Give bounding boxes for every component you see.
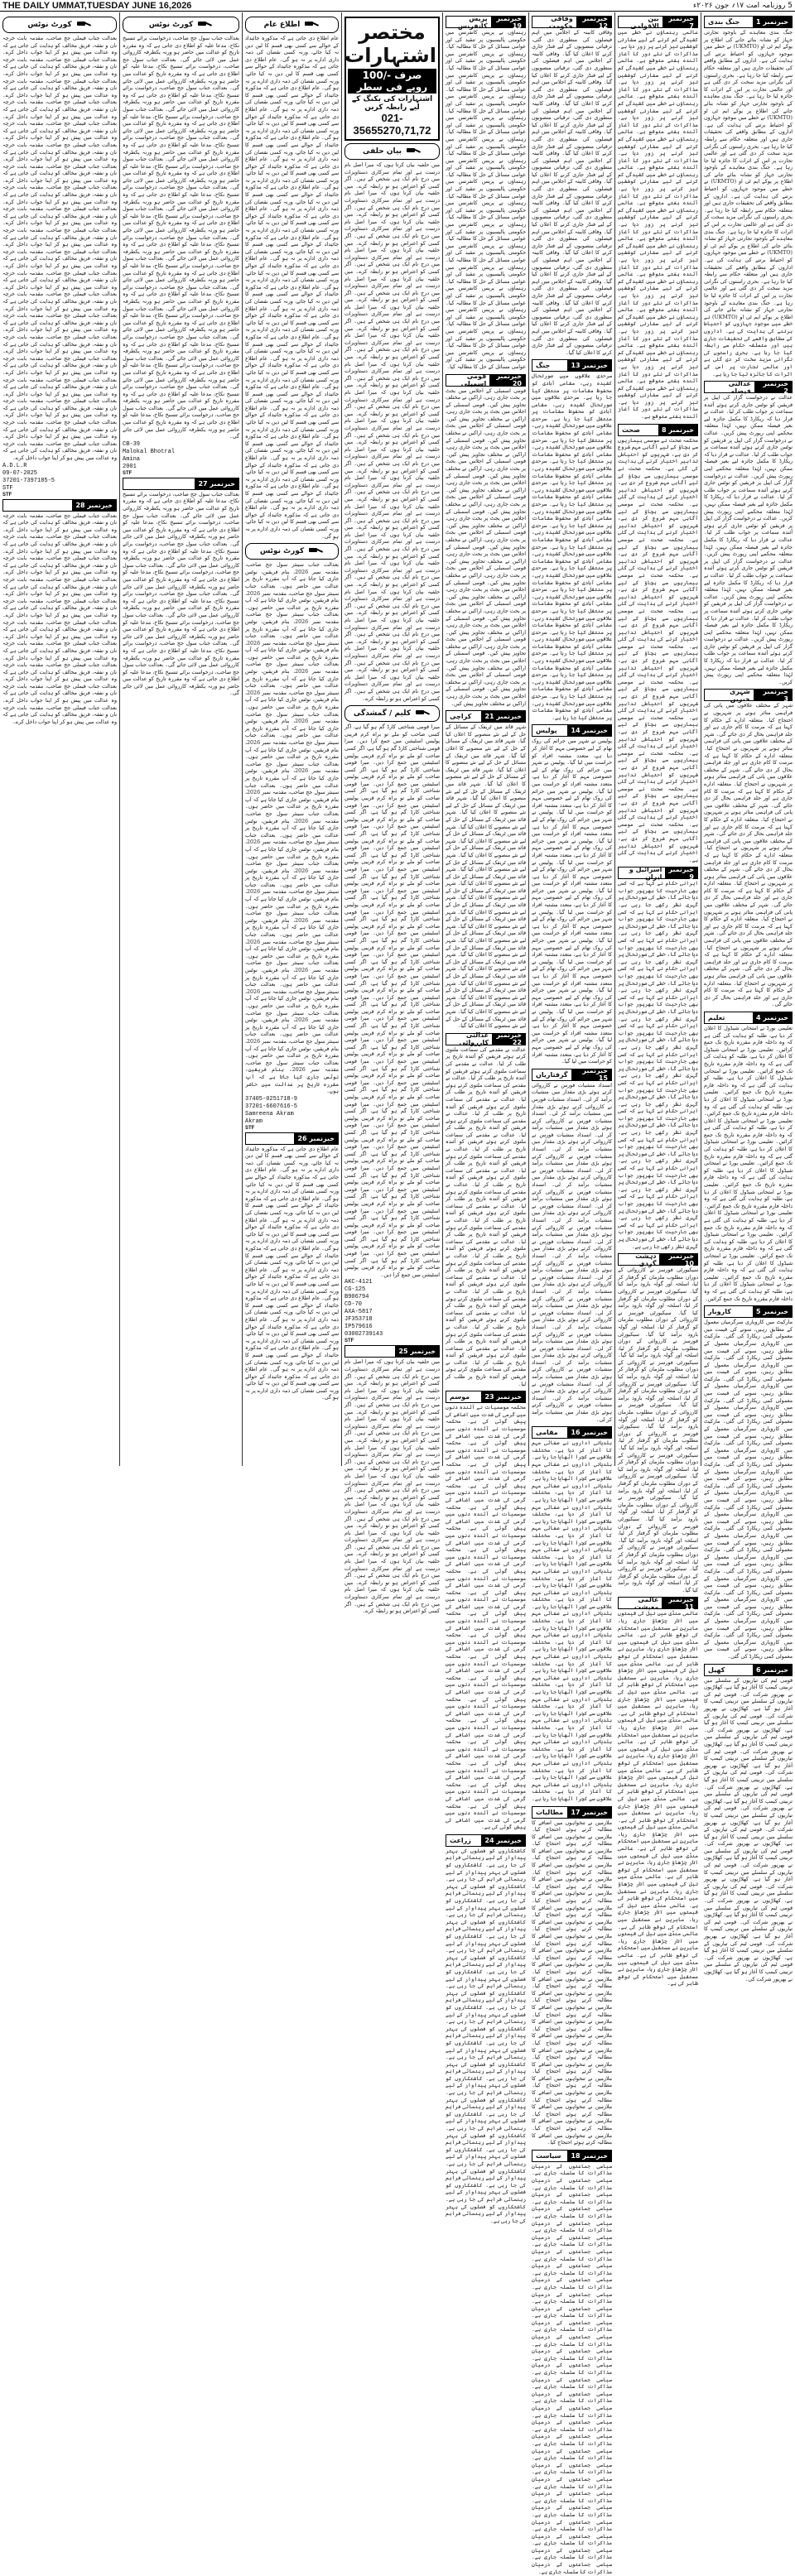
news-label [532, 1069, 612, 1081]
news-body: محکمہ صحت نے موسمی بیماریوں سے بچاؤ کے لیے آگاہی مہم شروع کر دی ہے، شہریوں کو احتیاطی تدابیر اختیار کرنے کی ہدایت کی گئی ہے۔ محکمہ صحت نے موسمی بیماریوں سے بچاؤ کے لیے آگاہی مہم شروع کر دی ہے، شہریوں کو احتیاطی تدابیر اختیار کرنے کی ہدایت کی گئی ہے۔ محکمہ صحت نے موسمی بیماریوں سے بچاؤ کے لیے آگاہی مہم شروع کر دی ہے، شہریوں کو احتیاطی تدابیر اختیار کرنے کی ہدایت کی گئی ہے۔ محکمہ صحت نے موسمی بیماریوں سے بچاؤ کے لیے آگاہی مہم شروع کر دی ہے، شہریوں کو احتیاطی تدابیر اختیار کرنے کی ہدایت کی گئی ہے۔ محکمہ صحت نے موسمی بیماریوں سے بچاؤ کے لیے آگاہی مہم شروع کر دی ہے، شہریوں کو احتیاطی تدابیر اختیار کرنے کی ہدایت کی گئی ہے۔ محکمہ صحت نے موسمی بیماریوں سے بچاؤ کے لیے آگاہی مہم شروع کر دی ہے، شہریوں کو احتیاطی تدابیر اختیار کرنے کی ہدایت کی گئی ہے۔ محکمہ صحت نے موسمی بیماریوں سے بچاؤ کے لیے آگاہی مہم شروع کر دی ہے، شہریوں کو احتیاطی تدابیر اختیار کرنے کی ہدایت کی گئی ہے۔ محکمہ صحت نے موسمی بیماریوں سے بچاؤ کے لیے آگاہی مہم شروع کر دی ہے، شہریوں کو احتیاطی تدابیر اختیار کرنے کی ہدایت کی گئی ہے۔ محکمہ صحت نے موسمی بیماریوں سے بچاؤ کے لیے آگاہی مہم شروع کر دی ہے، شہریوں کو احتیاطی تدابیر اختیار کرنے کی ہدایت کی گئی ہے۔ محکمہ صحت نے موسمی بیماریوں سے بچاؤ کے لیے آگاہی مہم شروع کر دی ہے، شہریوں کو احتیاطی تدابیر اختیار کرنے کی ہدایت کی گئی ہے۔ محکمہ صحت نے موسمی بیماریوں سے بچاؤ کے لیے آگاہی مہم شروع کر دی ہے، شہریوں کو احتیاطی تدابیر اختیار کرنے کی ہدایت کی گئی ہے۔ محکمہ صحت نے موسمی بیماریوں سے بچاؤ کے لیے آگاہی مہم شروع کر دی ہے، شہریوں کو احتیاطی تدابیر اختیار کرنے کی ہدایت کی گئی ہے۔ [618, 437, 698, 863]
news-category: کھیل [708, 1665, 725, 1674]
news-number: خبرنمبر 11 [662, 1598, 697, 1608]
news-label [618, 16, 698, 28]
news-label [446, 1391, 526, 1403]
news-number: خبرنمبر 13 [567, 360, 611, 371]
news-category: بین الاقوامی [630, 14, 659, 30]
news-item [446, 1033, 526, 1389]
news-body: میں حلفیہ بیان کرتا ہوں کہ میرا اصل نام درست ہے اور تمام سرکاری دستاویزات میں درج نام ایک ہی شخص کے ہیں۔ اگر کسی کو اعتراض ہو تو رابطہ کرے۔ میں حلفیہ بیان کرتا ہوں کہ میرا اصل نام درست ہے اور تمام سرکاری دستاویزات میں درج نام ایک ہی شخص کے ہیں۔ اگر کسی کو اعتراض ہو تو رابطہ کرے۔ میں حلفیہ بیان کرتا ہوں کہ میرا اصل نام درست ہے اور تمام سرکاری دستاویزات میں درج نام ایک ہی شخص کے ہیں۔ اگر کسی کو اعتراض ہو تو رابطہ کرے۔ میں حلفیہ بیان کرتا ہوں کہ میرا اصل نام درست ہے اور تمام سرکاری دستاویزات میں درج نام ایک ہی شخص کے ہیں۔ اگر کسی کو اعتراض ہو تو رابطہ کرے۔ میں حلفیہ بیان کرتا ہوں کہ میرا اصل نام درست ہے اور تمام سرکاری دستاویزات میں درج نام ایک ہی شخص کے ہیں۔ اگر کسی کو اعتراض ہو تو رابطہ کرے۔ میں حلفیہ بیان کرتا ہوں کہ میرا اصل نام درست ہے اور تمام سرکاری دستاویزات میں درج نام ایک ہی شخص کے ہیں۔ اگر کسی کو اعتراض ہو تو رابطہ کرے۔ میں حلفیہ بیان کرتا ہوں کہ میرا اصل نام درست ہے اور تمام سرکاری دستاویزات میں درج نام ایک ہی شخص کے ہیں۔ اگر کسی کو اعتراض ہو تو رابطہ کرے۔ میں حلفیہ بیان کرتا ہوں کہ میرا اصل نام درست ہے اور تمام سرکاری دستاویزات میں درج نام ایک ہی شخص کے ہیں۔ اگر کسی کو اعتراض ہو تو رابطہ کرے۔ میں حلفیہ بیان کرتا ہوں کہ میرا اصل نام درست ہے اور تمام سرکاری دستاویزات میں درج نام ایک ہی شخص کے ہیں۔ اگر کسی کو اعتراض ہو تو رابطہ کرے۔ [344, 1359, 440, 1615]
notice-heading-text: کلیم / گمشدگی [353, 709, 412, 718]
news-number: خبرنمبر 6 [753, 1665, 792, 1675]
stf-mark: STF [2, 492, 12, 497]
gavel-icon [307, 547, 324, 555]
news-body: رہنماؤں نے پریس کانفرنس میں حکومتی پالیسیوں پر تنقید کی اور عوامی مسائل کے حل کا مطالبہ کیا۔ رہنماؤں نے پریس کانفرنس میں حکومتی پالیسیوں پر تنقید کی اور عوامی مسائل کے حل کا مطالبہ کیا۔ رہنماؤں نے پریس کانفرنس میں حکومتی پالیسیوں پر تنقید کی اور عوامی مسائل کے حل کا مطالبہ کیا۔ رہنماؤں نے پریس کانفرنس میں حکومتی پالیسیوں پر تنقید کی اور عوامی مسائل کے حل کا مطالبہ کیا۔ رہنماؤں نے پریس کانفرنس میں حکومتی پالیسیوں پر تنقید کی اور عوامی مسائل کے حل کا مطالبہ کیا۔ رہنماؤں نے پریس کانفرنس میں حکومتی پالیسیوں پر تنقید کی اور عوامی مسائل کے حل کا مطالبہ کیا۔ رہنماؤں نے پریس کانفرنس میں حکومتی پالیسیوں پر تنقید کی اور عوامی مسائل کے حل کا مطالبہ کیا۔ رہنماؤں نے پریس کانفرنس میں حکومتی پالیسیوں پر تنقید کی اور عوامی مسائل کے حل کا مطالبہ کیا۔ رہنماؤں نے پریس کانفرنس میں حکومتی پالیسیوں پر تنقید کی اور عوامی مسائل کے حل کا مطالبہ کیا۔ رہنماؤں نے پریس کانفرنس میں حکومتی پالیسیوں پر تنقید کی اور عوامی مسائل کے حل کا مطالبہ کیا۔ رہنماؤں نے پریس کانفرنس میں حکومتی پالیسیوں پر تنقید کی اور عوامی مسائل کے حل کا مطالبہ کیا۔ رہنماؤں نے پریس کانفرنس میں حکومتی پالیسیوں پر تنقید کی اور عوامی مسائل کے حل کا مطالبہ کیا۔ رہنماؤں نے پریس کانفرنس میں حکومتی پالیسیوں پر تنقید کی اور عوامی مسائل کے حل کا مطالبہ کیا۔ رہنماؤں نے پریس کانفرنس میں حکومتی پالیسیوں پر تنقید کی اور عوامی مسائل کے حل کا مطالبہ کیا۔ رہنماؤں نے پریس کانفرنس میں حکومتی پالیسیوں پر تنقید کی اور عوامی مسائل کے حل کا مطالبہ کیا۔ رہنماؤں نے پریس کانفرنس میں حکومتی پالیسیوں پر تنقید کی اور عوامی مسائل کے حل کا مطالبہ کیا۔ [446, 30, 526, 370]
news-number: خبرنمبر 15 [571, 1069, 611, 1080]
news-number: خبرنمبر 21 [481, 711, 525, 722]
notice-body: میں حلفیہ بیان کرتا ہوں کہ میرا اصل نام درست ہے اور تمام سرکاری دستاویزات میں درج نام ایک ہی شخص کے ہیں۔ اگر کسی کو اعتراض ہو تو رابطہ کرے۔ میں حلفیہ بیان کرتا ہوں کہ میرا اصل نام درست ہے اور تمام سرکاری دستاویزات میں درج نام ایک ہی شخص کے ہیں۔ اگر کسی کو اعتراض ہو تو رابطہ کرے۔ میں حلفیہ بیان کرتا ہوں کہ میرا اصل نام درست ہے اور تمام سرکاری دستاویزات میں درج نام ایک ہی شخص کے ہیں۔ اگر کسی کو اعتراض ہو تو رابطہ کرے۔ میں حلفیہ بیان کرتا ہوں کہ میرا اصل نام درست ہے اور تمام سرکاری دستاویزات میں درج نام ایک ہی شخص کے ہیں۔ اگر کسی کو اعتراض ہو تو رابطہ کرے۔ میں حلفیہ بیان کرتا ہوں کہ میرا اصل نام درست ہے اور تمام سرکاری دستاویزات میں درج نام ایک ہی شخص کے ہیں۔ اگر کسی کو اعتراض ہو تو رابطہ کرے۔ میں حلفیہ بیان کرتا ہوں کہ میرا اصل نام درست ہے اور تمام سرکاری دستاویزات میں درج نام ایک ہی شخص کے ہیں۔ اگر کسی کو اعتراض ہو تو رابطہ کرے۔ میں حلفیہ بیان کرتا ہوں کہ میرا اصل نام درست ہے اور تمام سرکاری دستاویزات میں درج نام ایک ہی شخص کے ہیں۔ اگر کسی کو اعتراض ہو تو رابطہ کرے۔ میں حلفیہ بیان کرتا ہوں کہ میرا اصل نام درست ہے اور تمام سرکاری دستاویزات میں درج نام ایک ہی شخص کے ہیں۔ اگر کسی کو اعتراض ہو تو رابطہ کرے۔ میں حلفیہ بیان کرتا ہوں کہ میرا اصل نام درست ہے اور تمام سرکاری دستاویزات میں درج نام ایک ہی شخص کے ہیں۔ اگر کسی کو اعتراض ہو تو رابطہ کرے۔ میں حلفیہ بیان کرتا ہوں کہ میرا اصل نام درست ہے اور تمام سرکاری دستاویزات میں درج نام ایک ہی شخص کے ہیں۔ اگر کسی کو اعتراض ہو تو رابطہ کرے۔ میں حلفیہ بیان کرتا ہوں کہ میرا اصل نام درست ہے اور تمام سرکاری دستاویزات میں درج نام ایک ہی شخص کے ہیں۔ اگر کسی کو اعتراض ہو تو رابطہ کرے۔ میں حلفیہ بیان کرتا ہوں کہ میرا اصل نام درست ہے اور تمام سرکاری دستاویزات میں درج نام ایک ہی شخص کے ہیں۔ اگر کسی کو اعتراض ہو تو رابطہ کرے۔ میں حلفیہ بیان کرتا ہوں کہ میرا اصل نام درست ہے اور تمام سرکاری دستاویزات میں درج نام ایک ہی شخص کے ہیں۔ اگر کسی کو اعتراض ہو تو رابطہ کرے۔ میں حلفیہ بیان کرتا ہوں کہ میرا اصل نام درست ہے اور تمام سرکاری دستاویزات میں درج نام ایک ہی شخص کے ہیں۔ اگر کسی کو اعتراض ہو تو رابطہ کرے۔ میں حلفیہ بیان کرتا ہوں کہ میرا اصل نام درست ہے اور تمام سرکاری دستاویزات میں درج نام ایک ہی شخص کے ہیں۔ اگر کسی کو اعتراض ہو تو رابطہ کرے۔ میں حلفیہ بیان کرتا ہوں کہ میرا اصل نام درست ہے اور تمام سرکاری دستاویزات میں درج نام ایک ہی شخص کے ہیں۔ اگر کسی کو اعتراض ہو تو رابطہ کرے۔ میں حلفیہ بیان کرتا ہوں کہ میرا اصل نام درست ہے اور تمام سرکاری دستاویزات میں درج نام ایک ہی شخص کے ہیں۔ اگر کسی کو اعتراض ہو تو رابطہ کرے۔ میں حلفیہ بیان کرتا ہوں کہ میرا اصل نام درست ہے اور تمام سرکاری دستاویزات میں درج نام ایک ہی شخص کے ہیں۔ اگر کسی کو اعتراض ہو تو رابطہ کرے۔ میں حلفیہ بیان کرتا ہوں کہ میرا اصل نام درست ہے اور تمام سرکاری دستاویزات میں درج نام ایک ہی شخص کے ہیں۔ اگر کسی کو اعتراض ہو تو رابطہ کرے۔ [344, 162, 440, 702]
news-label [618, 1597, 698, 1609]
news-number: خبرنمبر 4 [753, 1012, 792, 1023]
page-number: 5 [788, 1, 793, 10]
news-body: قومی ٹیم کی تیاریوں کے سلسلے میں تربیتی کیمپ کا آغاز ہو گیا ہے، کھلاڑیوں نے بھرپور شرکت کی۔ قومی ٹیم کی تیاریوں کے سلسلے میں تربیتی کیمپ کا آغاز ہو گیا ہے، کھلاڑیوں نے بھرپور شرکت کی۔ قومی ٹیم کی تیاریوں کے سلسلے میں تربیتی کیمپ کا آغاز ہو گیا ہے، کھلاڑیوں نے بھرپور شرکت کی۔ قومی ٹیم کی تیاریوں کے سلسلے میں تربیتی کیمپ کا آغاز ہو گیا ہے، کھلاڑیوں نے بھرپور شرکت کی۔ قومی ٹیم کی تیاریوں کے سلسلے میں تربیتی کیمپ کا آغاز ہو گیا ہے، کھلاڑیوں نے بھرپور شرکت کی۔ قومی ٹیم کی تیاریوں کے سلسلے میں تربیتی کیمپ کا آغاز ہو گیا ہے، کھلاڑیوں نے بھرپور شرکت کی۔ قومی ٹیم کی تیاریوں کے سلسلے میں تربیتی کیمپ کا آغاز ہو گیا ہے، کھلاڑیوں نے بھرپور شرکت کی۔ قومی ٹیم کی تیاریوں کے سلسلے میں تربیتی کیمپ کا آغاز ہو گیا ہے، کھلاڑیوں نے بھرپور شرکت کی۔ قومی ٹیم کی تیاریوں کے سلسلے میں تربیتی کیمپ کا آغاز ہو گیا ہے، کھلاڑیوں نے بھرپور شرکت کی۔ قومی ٹیم کی تیاریوں کے سلسلے میں تربیتی کیمپ کا آغاز ہو گیا ہے، کھلاڑیوں نے بھرپور شرکت کی۔ قومی ٹیم کی تیاریوں کے سلسلے میں تربیتی کیمپ کا آغاز ہو گیا ہے، کھلاڑیوں نے بھرپور شرکت کی۔ قومی ٹیم کی تیاریوں کے سلسلے میں تربیتی کیمپ کا آغاز ہو گیا ہے، کھلاڑیوں نے بھرپور شرکت کی۔ قومی ٹیم کی تیاریوں کے سلسلے میں تربیتی کیمپ کا آغاز ہو گیا ہے، کھلاڑیوں نے بھرپور شرکت کی۔ قومی ٹیم کی تیاریوں کے سلسلے میں تربیتی کیمپ کا آغاز ہو گیا ہے، کھلاڑیوں نے بھرپور شرکت کی۔ قومی ٹیم کی تیاریوں کے سلسلے میں تربیتی کیمپ کا آغاز ہو گیا ہے، کھلاڑیوں نے بھرپور شرکت کی۔ قومی ٹیم کی تیاریوں کے سلسلے میں تربیتی کیمپ کا آغاز ہو گیا ہے، کھلاڑیوں نے بھرپور شرکت کی۔ [704, 1677, 793, 1982]
news-item [532, 1069, 612, 1425]
news-body: بلدیاتی اداروں نے صفائی مہم کا آغاز کر دیا ہے، مختلف علاقوں سے کچرا اٹھایا جا رہا ہے۔ بلدیاتی اداروں نے صفائی مہم کا آغاز کر دیا ہے، مختلف علاقوں سے کچرا اٹھایا جا رہا ہے۔ بلدیاتی اداروں نے صفائی مہم کا آغاز کر دیا ہے، مختلف علاقوں سے کچرا اٹھایا جا رہا ہے۔ بلدیاتی اداروں نے صفائی مہم کا آغاز کر دیا ہے، مختلف علاقوں سے کچرا اٹھایا جا رہا ہے۔ بلدیاتی اداروں نے صفائی مہم کا آغاز کر دیا ہے، مختلف علاقوں سے کچرا اٹھایا جا رہا ہے۔ بلدیاتی اداروں نے صفائی مہم کا آغاز کر دیا ہے، مختلف علاقوں سے کچرا اٹھایا جا رہا ہے۔ بلدیاتی اداروں نے صفائی مہم کا آغاز کر دیا ہے، مختلف علاقوں سے کچرا اٹھایا جا رہا ہے۔ بلدیاتی اداروں نے صفائی مہم کا آغاز کر دیا ہے، مختلف علاقوں سے کچرا اٹھایا جا رہا ہے۔ بلدیاتی اداروں نے صفائی مہم کا آغاز کر دیا ہے، مختلف علاقوں سے کچرا اٹھایا جا رہا ہے۔ بلدیاتی اداروں نے صفائی مہم کا آغاز کر دیا ہے، مختلف علاقوں سے کچرا اٹھایا جا رہا ہے۔ بلدیاتی اداروں نے صفائی مہم کا آغاز کر دیا ہے، مختلف علاقوں سے کچرا اٹھایا جا رہا ہے۔ بلدیاتی اداروں نے صفائی مہم کا آغاز کر دیا ہے، مختلف علاقوں سے کچرا اٹھایا جا رہا ہے۔ بلدیاتی اداروں نے صفائی مہم کا آغاز کر دیا ہے، مختلف علاقوں سے کچرا اٹھایا جا رہا ہے۔ بلدیاتی اداروں نے صفائی مہم کا آغاز کر دیا ہے، مختلف علاقوں سے کچرا اٹھایا جا رہا ہے۔ بلدیاتی اداروں نے صفائی مہم کا آغاز کر دیا ہے، مختلف علاقوں سے کچرا اٹھایا جا رہا ہے۔ بلدیاتی اداروں نے صفائی مہم کا آغاز کر دیا ہے، مختلف علاقوں سے کچرا اٹھایا جا رہا ہے۔ بلدیاتی اداروں نے صفائی مہم کا آغاز کر دیا ہے، مختلف علاقوں سے کچرا اٹھایا جا رہا ہے۔ [532, 1440, 612, 1802]
news-category: عالمی معیشت [634, 1595, 659, 1611]
news-label [446, 710, 526, 723]
news-label [618, 424, 698, 436]
news-category: شہری خبریں [729, 687, 750, 703]
notice-heading-text: بیان حلفی [363, 147, 402, 156]
news-label [532, 2150, 612, 2162]
news-label [2, 499, 117, 512]
news-item [704, 1664, 793, 1984]
column-7-notices [119, 12, 242, 1466]
news-body: عالمی منڈی میں تیل کی قیمتوں میں اتار چڑھاؤ جاری رہا، ماہرین نے مستقبل میں استحکام کی توقع ظاہر کی ہے۔ عالمی منڈی میں تیل کی قیمتوں میں اتار چڑھاؤ جاری رہا، ماہرین نے مستقبل میں استحکام کی توقع ظاہر کی ہے۔ عالمی منڈی میں تیل کی قیمتوں میں اتار چڑھاؤ جاری رہا، ماہرین نے مستقبل میں استحکام کی توقع ظاہر کی ہے۔ عالمی منڈی میں تیل کی قیمتوں میں اتار چڑھاؤ جاری رہا، ماہرین نے مستقبل میں استحکام کی توقع ظاہر کی ہے۔ عالمی منڈی میں تیل کی قیمتوں میں اتار چڑھاؤ جاری رہا، ماہرین نے مستقبل میں استحکام کی توقع ظاہر کی ہے۔ عالمی منڈی میں تیل کی قیمتوں میں اتار چڑھاؤ جاری رہا، ماہرین نے مستقبل میں استحکام کی توقع ظاہر کی ہے۔ عالمی منڈی میں تیل کی قیمتوں میں اتار چڑھاؤ جاری رہا، ماہرین نے مستقبل میں استحکام کی توقع ظاہر کی ہے۔ عالمی منڈی میں تیل کی قیمتوں میں اتار چڑھاؤ جاری رہا، ماہرین نے مستقبل میں استحکام کی توقع ظاہر کی ہے۔ عالمی منڈی میں تیل کی قیمتوں میں اتار چڑھاؤ جاری رہا، ماہرین نے مستقبل میں استحکام کی توقع ظاہر کی ہے۔ عالمی منڈی میں تیل کی قیمتوں میں اتار چڑھاؤ جاری رہا، ماہرین نے مستقبل میں استحکام کی توقع ظاہر کی ہے۔ عالمی منڈی میں تیل کی قیمتوں میں اتار چڑھاؤ جاری رہا، ماہرین نے مستقبل میں استحکام کی توقع ظاہر کی ہے۔ عالمی منڈی میں تیل کی قیمتوں میں اتار چڑھاؤ جاری رہا، ماہرین نے مستقبل میں استحکام کی توقع ظاہر کی ہے۔ عالمی منڈی میں تیل کی قیمتوں میں اتار چڑھاؤ جاری رہا، ماہرین نے مستقبل میں استحکام کی توقع ظاہر کی ہے۔ عالمی منڈی میں تیل کی قیمتوں میں اتار چڑھاؤ جاری رہا، ماہرین نے مستقبل میں استحکام کی توقع ظاہر کی ہے۔ [618, 1611, 698, 1987]
news-label [532, 724, 612, 737]
news-category: عدالتی فیصلہ [728, 379, 751, 395]
news-label [344, 1345, 440, 1358]
notice-body: بعدالت جناب سول جج صاحب، درخواست برائے تنسیخ نکاح، مدعا علیہ کو اطلاع دی جاتی ہے کہ وہ مقررہ تاریخ کو عدالت میں حاضر ہو ورنہ یکطرفہ کارروائی عمل میں لائی جائے گی۔ بعدالت جناب سول جج صاحب، درخواست برائے تنسیخ نکاح، مدعا علیہ کو اطلاع دی جاتی ہے کہ وہ مقررہ تاریخ کو عدالت میں حاضر ہو ورنہ یکطرفہ کارروائی عمل میں لائی جائے گی۔ بعدالت جناب سول جج صاحب، درخواست برائے تنسیخ نکاح، مدعا علیہ کو اطلاع دی جاتی ہے کہ وہ مقررہ تاریخ کو عدالت میں حاضر ہو ورنہ یکطرفہ کارروائی عمل میں لائی جائے گی۔ بعدالت جناب سول جج صاحب، درخواست برائے تنسیخ نکاح، مدعا علیہ کو اطلاع دی جاتی ہے کہ وہ مقررہ تاریخ کو عدالت میں حاضر ہو ورنہ یکطرفہ کارروائی عمل میں لائی جائے گی۔ بعدالت جناب سول جج صاحب، درخواست برائے تنسیخ نکاح، مدعا علیہ کو اطلاع دی جاتی ہے کہ وہ مقررہ تاریخ کو عدالت میں حاضر ہو ورنہ یکطرفہ کارروائی عمل میں لائی جائے گی۔ بعدالت جناب سول جج صاحب، درخواست برائے تنسیخ نکاح، مدعا علیہ کو اطلاع دی جاتی ہے کہ وہ مقررہ تاریخ کو عدالت میں حاضر ہو ورنہ یکطرفہ کارروائی عمل میں لائی جائے گی۔ بعدالت جناب سول جج صاحب، درخواست برائے تنسیخ نکاح، مدعا علیہ کو اطلاع دی جاتی ہے کہ وہ مقررہ تاریخ کو عدالت میں حاضر ہو ورنہ یکطرفہ کارروائی عمل میں لائی جائے گی۔ بعدالت جناب سول جج صاحب، درخواست برائے تنسیخ نکاح، مدعا علیہ کو اطلاع دی جاتی ہے کہ وہ مقررہ تاریخ کو عدالت میں حاضر ہو ورنہ یکطرفہ کارروائی عمل میں لائی جائے گی۔ بعدالت جناب سول جج صاحب، درخواست برائے تنسیخ نکاح، مدعا علیہ کو اطلاع دی جاتی ہے کہ وہ مقررہ تاریخ کو عدالت میں حاضر ہو ورنہ یکطرفہ کارروائی عمل میں لائی جائے گی۔ بعدالت جناب سول جج صاحب، درخواست برائے تنسیخ نکاح، مدعا علیہ کو اطلاع دی جاتی ہے کہ وہ مقررہ تاریخ کو عدالت میں حاضر ہو ورنہ یکطرفہ کارروائی عمل میں لائی جائے گی۔ بعدالت جناب سول جج صاحب، درخواست برائے تنسیخ نکاح، مدعا علیہ کو اطلاع دی جاتی ہے کہ وہ مقررہ تاریخ کو عدالت میں حاضر ہو ورنہ یکطرفہ کارروائی عمل میں لائی جائے گی۔ بعدالت جناب سول جج صاحب، درخواست برائے تنسیخ نکاح، مدعا علیہ کو اطلاع دی جاتی ہے کہ وہ مقررہ تاریخ کو عدالت میں حاضر ہو ورنہ یکطرفہ کارروائی عمل میں لائی جائے گی۔ بعدالت جناب سول جج صاحب، درخواست برائے تنسیخ نکاح، مدعا علیہ کو اطلاع دی جاتی ہے کہ وہ مقررہ تاریخ کو عدالت میں حاضر ہو ورنہ یکطرفہ کارروائی عمل میں لائی جائے گی۔ بعدالت جناب سول جج صاحب، درخواست برائے تنسیخ نکاح، مدعا علیہ کو اطلاع دی جاتی ہے کہ وہ مقررہ تاریخ کو عدالت میں حاضر ہو ورنہ یکطرفہ کارروائی عمل میں لائی جائے گی۔ بعدالت جناب سول جج صاحب، درخواست برائے تنسیخ نکاح، مدعا علیہ کو اطلاع دی جاتی ہے کہ وہ مقررہ تاریخ کو عدالت میں حاضر ہو ورنہ یکطرفہ کارروائی عمل میں لائی جائے گی۔ بعدالت جناب سول جج صاحب، درخواست برائے تنسیخ نکاح، مدعا علیہ کو اطلاع دی جاتی ہے کہ وہ مقررہ تاریخ کو عدالت میں حاضر ہو ورنہ یکطرفہ کارروائی عمل میں لائی جائے گی۔ [123, 36, 239, 440]
news-item [704, 16, 793, 378]
news-item [532, 16, 612, 357]
news-item [446, 374, 526, 709]
news-number: خبرنمبر 17 [567, 1807, 611, 1818]
news-item [704, 1305, 793, 1661]
news-item [618, 16, 698, 421]
reference-codes: A.D.L.R 09-07-2025 37201-7397185-5 STF [2, 462, 55, 492]
news-label [532, 1806, 612, 1819]
news-body: بعدالت جناب سول جج صاحب، درخواست برائے تنسیخ نکاح، مدعا علیہ کو اطلاع دی جاتی ہے کہ وہ مقررہ تاریخ کو عدالت میں حاضر ہو ورنہ یکطرفہ کارروائی عمل میں لائی جائے گی۔ بعدالت جناب سول جج صاحب، درخواست برائے تنسیخ نکاح، مدعا علیہ کو اطلاع دی جاتی ہے کہ وہ مقررہ تاریخ کو عدالت میں حاضر ہو ورنہ یکطرفہ کارروائی عمل میں لائی جائے گی۔ بعدالت جناب سول جج صاحب، درخواست برائے تنسیخ نکاح، مدعا علیہ کو اطلاع دی جاتی ہے کہ وہ مقررہ تاریخ کو عدالت میں حاضر ہو ورنہ یکطرفہ کارروائی عمل میں لائی جائے گی۔ بعدالت جناب سول جج صاحب، درخواست برائے تنسیخ نکاح، مدعا علیہ کو اطلاع دی جاتی ہے کہ وہ مقررہ تاریخ کو عدالت میں حاضر ہو ورنہ یکطرفہ کارروائی عمل میں لائی جائے گی۔ بعدالت جناب سول جج صاحب، درخواست برائے تنسیخ نکاح، مدعا علیہ کو اطلاع دی جاتی ہے کہ وہ مقررہ تاریخ کو عدالت میں حاضر ہو ورنہ یکطرفہ کارروائی عمل میں لائی جائے گی۔ بعدالت جناب سول جج صاحب، درخواست برائے تنسیخ نکاح، مدعا علیہ کو اطلاع دی جاتی ہے کہ وہ مقررہ تاریخ کو عدالت میں حاضر ہو ورنہ یکطرفہ کارروائی عمل میں لائی جائے گی۔ بعدالت جناب سول جج صاحب، درخواست برائے تنسیخ نکاح، مدعا علیہ کو اطلاع دی جاتی ہے کہ وہ مقررہ تاریخ کو عدالت میں حاضر ہو ورنہ یکطرفہ کارروائی عمل میں لائی جائے گی۔ بعدالت جناب سول جج صاحب، درخواست برائے تنسیخ نکاح، مدعا علیہ کو اطلاع دی جاتی ہے کہ وہ مقررہ تاریخ کو عدالت میں حاضر ہو ورنہ یکطرفہ کارروائی عمل میں لائی جائے گی۔ [123, 491, 239, 697]
masthead-english: THE DAILY UMMAT,TUESDAY JUNE 16,2026 [2, 0, 192, 11]
news-body: سرحدی علاقوں میں صورتحال کشیدہ رہی، مقامی آبادی کو محفوظ مقامات پر منتقل کیا جا رہا ہے۔ سرحدی علاقوں میں صورتحال کشیدہ رہی، مقامی آبادی کو محفوظ مقامات پر منتقل کیا جا رہا ہے۔ سرحدی علاقوں میں صورتحال کشیدہ رہی، مقامی آبادی کو محفوظ مقامات پر منتقل کیا جا رہا ہے۔ سرحدی علاقوں میں صورتحال کشیدہ رہی، مقامی آبادی کو محفوظ مقامات پر منتقل کیا جا رہا ہے۔ سرحدی علاقوں میں صورتحال کشیدہ رہی، مقامی آبادی کو محفوظ مقامات پر منتقل کیا جا رہا ہے۔ سرحدی علاقوں میں صورتحال کشیدہ رہی، مقامی آبادی کو محفوظ مقامات پر منتقل کیا جا رہا ہے۔ سرحدی علاقوں میں صورتحال کشیدہ رہی، مقامی آبادی کو محفوظ مقامات پر منتقل کیا جا رہا ہے۔ سرحدی علاقوں میں صورتحال کشیدہ رہی، مقامی آبادی کو محفوظ مقامات پر منتقل کیا جا رہا ہے۔ سرحدی علاقوں میں صورتحال کشیدہ رہی، مقامی آبادی کو محفوظ مقامات پر منتقل کیا جا رہا ہے۔ سرحدی علاقوں میں صورتحال کشیدہ رہی، مقامی آبادی کو محفوظ مقامات پر منتقل کیا جا رہا ہے۔ سرحدی علاقوں میں صورتحال کشیدہ رہی، مقامی آبادی کو محفوظ مقامات پر منتقل کیا جا رہا ہے۔ سرحدی علاقوں میں صورتحال کشیدہ رہی، مقامی آبادی کو محفوظ مقامات پر منتقل کیا جا رہا ہے۔ سرحدی علاقوں میں صورتحال کشیدہ رہی، مقامی آبادی کو محفوظ مقامات پر منتقل کیا جا رہا ہے۔ سرحدی علاقوں میں صورتحال کشیدہ رہی، مقامی آبادی کو محفوظ مقامات پر منتقل کیا جا رہا ہے۔ سرحدی علاقوں میں صورتحال کشیدہ رہی، مقامی آبادی کو محفوظ مقامات پر منتقل کیا جا رہا ہے۔ سرحدی علاقوں میں صورتحال کشیدہ رہی، مقامی آبادی کو محفوظ مقامات پر منتقل کیا جا رہا ہے۔ [532, 373, 612, 721]
gavel-icon [75, 21, 92, 29]
news-number: خبرنمبر 24 [481, 1835, 525, 1846]
news-body: مارکیٹ میں کاروباری سرگرمیاں معمول کے مطابق رہیں، سونے کی قیمت میں معمولی کمی ریکارڈ کی گئی۔ مارکیٹ میں کاروباری سرگرمیاں معمول کے مطابق رہیں، سونے کی قیمت میں معمولی کمی ریکارڈ کی گئی۔ مارکیٹ میں کاروباری سرگرمیاں معمول کے مطابق رہیں، سونے کی قیمت میں معمولی کمی ریکارڈ کی گئی۔ مارکیٹ میں کاروباری سرگرمیاں معمول کے مطابق رہیں، سونے کی قیمت میں معمولی کمی ریکارڈ کی گئی۔ مارکیٹ میں کاروباری سرگرمیاں معمول کے مطابق رہیں، سونے کی قیمت میں معمولی کمی ریکارڈ کی گئی۔ مارکیٹ میں کاروباری سرگرمیاں معمول کے مطابق رہیں، سونے کی قیمت میں معمولی کمی ریکارڈ کی گئی۔ مارکیٹ میں کاروباری سرگرمیاں معمول کے مطابق رہیں، سونے کی قیمت میں معمولی کمی ریکارڈ کی گئی۔ مارکیٹ میں کاروباری سرگرمیاں معمول کے مطابق رہیں، سونے کی قیمت میں معمولی کمی ریکارڈ کی گئی۔ مارکیٹ میں کاروباری سرگرمیاں معمول کے مطابق رہیں، سونے کی قیمت میں معمولی کمی ریکارڈ کی گئی۔ مارکیٹ میں کاروباری سرگرمیاں معمول کے مطابق رہیں، سونے کی قیمت میں معمولی کمی ریکارڈ کی گئی۔ مارکیٹ میں کاروباری سرگرمیاں معمول کے مطابق رہیں، سونے کی قیمت میں معمولی کمی ریکارڈ کی گئی۔ مارکیٹ میں کاروباری سرگرمیاں معمول کے مطابق رہیں، سونے کی قیمت میں معمولی کمی ریکارڈ کی گئی۔ مارکیٹ میں کاروباری سرگرمیاں معمول کے مطابق رہیں، سونے کی قیمت میں معمولی کمی ریکارڈ کی گئی۔ مارکیٹ میں کاروباری سرگرمیاں معمول کے مطابق رہیں، سونے کی قیمت میں معمولی کمی ریکارڈ کی گئی۔ مارکیٹ میں کاروباری سرگرمیاں معمول کے مطابق رہیں، سونے کی قیمت میں معمولی کمی ریکارڈ کی گئی۔ مارکیٹ میں کاروباری سرگرمیاں معمول کے مطابق رہیں، سونے کی قیمت میں معمولی کمی ریکارڈ کی گئی۔ [704, 1319, 793, 1660]
news-category: سیاست [536, 2151, 561, 2160]
urdu-date: روزنامہ امت ۱۷؍ جون ۲۰۲۶ء [693, 1, 786, 10]
news-item [704, 1012, 793, 1303]
news-label [704, 381, 793, 393]
column-3 [528, 12, 614, 2575]
news-category: اسرائیل و ایران [629, 865, 662, 881]
news-category: قومی اسمبلی [460, 372, 487, 387]
news-item [618, 867, 698, 1251]
news-number: خبرنمبر 16 [567, 1427, 611, 1438]
news-number: خبرنمبر 22 [492, 1034, 525, 1045]
notice-body: بعدالت جناب فیملی جج صاحب، مقدمہ بابت خرچہ نان و نفقہ، فریق مخالف کو ہدایت کی جاتی ہے کہ وہ عدالت میں پیش ہو کر اپنا جواب داخل کرے۔ بعدالت جناب فیملی جج صاحب، مقدمہ بابت خرچہ نان و نفقہ، فریق مخالف کو ہدایت کی جاتی ہے کہ وہ عدالت میں پیش ہو کر اپنا جواب داخل کرے۔ بعدالت جناب فیملی جج صاحب، مقدمہ بابت خرچہ نان و نفقہ، فریق مخالف کو ہدایت کی جاتی ہے کہ وہ عدالت میں پیش ہو کر اپنا جواب داخل کرے۔ بعدالت جناب فیملی جج صاحب، مقدمہ بابت خرچہ نان و نفقہ، فریق مخالف کو ہدایت کی جاتی ہے کہ وہ عدالت میں پیش ہو کر اپنا جواب داخل کرے۔ بعدالت جناب فیملی جج صاحب، مقدمہ بابت خرچہ نان و نفقہ، فریق مخالف کو ہدایت کی جاتی ہے کہ وہ عدالت میں پیش ہو کر اپنا جواب داخل کرے۔ بعدالت جناب فیملی جج صاحب، مقدمہ بابت خرچہ نان و نفقہ، فریق مخالف کو ہدایت کی جاتی ہے کہ وہ عدالت میں پیش ہو کر اپنا جواب داخل کرے۔ بعدالت جناب فیملی جج صاحب، مقدمہ بابت خرچہ نان و نفقہ، فریق مخالف کو ہدایت کی جاتی ہے کہ وہ عدالت میں پیش ہو کر اپنا جواب داخل کرے۔ بعدالت جناب فیملی جج صاحب، مقدمہ بابت خرچہ نان و نفقہ، فریق مخالف کو ہدایت کی جاتی ہے کہ وہ عدالت میں پیش ہو کر اپنا جواب داخل کرے۔ بعدالت جناب فیملی جج صاحب، مقدمہ بابت خرچہ نان و نفقہ، فریق مخالف کو ہدایت کی جاتی ہے کہ وہ عدالت میں پیش ہو کر اپنا جواب داخل کرے۔ بعدالت جناب فیملی جج صاحب، مقدمہ بابت خرچہ نان و نفقہ، فریق مخالف کو ہدایت کی جاتی ہے کہ وہ عدالت میں پیش ہو کر اپنا جواب داخل کرے۔ بعدالت جناب فیملی جج صاحب، مقدمہ بابت خرچہ نان و نفقہ، فریق مخالف کو ہدایت کی جاتی ہے کہ وہ عدالت میں پیش ہو کر اپنا جواب داخل کرے۔ بعدالت جناب فیملی جج صاحب، مقدمہ بابت خرچہ نان و نفقہ، فریق مخالف کو ہدایت کی جاتی ہے کہ وہ عدالت میں پیش ہو کر اپنا جواب داخل کرے۔ بعدالت جناب فیملی جج صاحب، مقدمہ بابت خرچہ نان و نفقہ، فریق مخالف کو ہدایت کی جاتی ہے کہ وہ عدالت میں پیش ہو کر اپنا جواب داخل کرے۔ بعدالت جناب فیملی جج صاحب، مقدمہ بابت خرچہ نان و نفقہ، فریق مخالف کو ہدایت کی جاتی ہے کہ وہ عدالت میں پیش ہو کر اپنا جواب داخل کرے۔ بعدالت جناب فیملی جج صاحب، مقدمہ بابت خرچہ نان و نفقہ، فریق مخالف کو ہدایت کی جاتی ہے کہ وہ عدالت میں پیش ہو کر اپنا جواب داخل کرے۔ بعدالت جناب فیملی جج صاحب، مقدمہ بابت خرچہ نان و نفقہ، فریق مخالف کو ہدایت کی جاتی ہے کہ وہ عدالت میں پیش ہو کر اپنا جواب داخل کرے۔ بعدالت جناب فیملی جج صاحب، مقدمہ بابت خرچہ نان و نفقہ، فریق مخالف کو ہدایت کی جاتی ہے کہ وہ عدالت میں پیش ہو کر اپنا جواب داخل کرے۔ بعدالت جناب فیملی جج صاحب، مقدمہ بابت خرچہ نان و نفقہ، فریق مخالف کو ہدایت کی جاتی ہے کہ وہ عدالت میں پیش ہو کر اپنا جواب داخل کرے۔ بعدالت جناب فیملی جج صاحب، مقدمہ بابت خرچہ نان و نفقہ، فریق مخالف کو ہدایت کی جاتی ہے کہ وہ عدالت میں پیش ہو کر اپنا جواب داخل کرے۔ بعدالت جناب فیملی جج صاحب، مقدمہ بابت خرچہ نان و نفقہ، فریق مخالف کو ہدایت کی جاتی ہے کہ وہ عدالت میں پیش ہو کر اپنا جواب داخل کرے۔ [2, 36, 117, 462]
news-number: خبرنمبر 3 [754, 690, 792, 700]
news-body: ایرانی حکام نے کہا ہے کہ کسی بھی جارحیت کا بھرپور جواب دیا جائے گا، خطے کی صورتحال پر گہری نظر رکھی جا رہی ہے۔ ایرانی حکام نے کہا ہے کہ کسی بھی جارحیت کا بھرپور جواب دیا جائے گا، خطے کی صورتحال پر گہری نظر رکھی جا رہی ہے۔ ایرانی حکام نے کہا ہے کہ کسی بھی جارحیت کا بھرپور جواب دیا جائے گا، خطے کی صورتحال پر گہری نظر رکھی جا رہی ہے۔ ایرانی حکام نے کہا ہے کہ کسی بھی جارحیت کا بھرپور جواب دیا جائے گا، خطے کی صورتحال پر گہری نظر رکھی جا رہی ہے۔ ایرانی حکام نے کہا ہے کہ کسی بھی جارحیت کا بھرپور جواب دیا جائے گا، خطے کی صورتحال پر گہری نظر رکھی جا رہی ہے۔ ایرانی حکام نے کہا ہے کہ کسی بھی جارحیت کا بھرپور جواب دیا جائے گا، خطے کی صورتحال پر گہری نظر رکھی جا رہی ہے۔ ایرانی حکام نے کہا ہے کہ کسی بھی جارحیت کا بھرپور جواب دیا جائے گا، خطے کی صورتحال پر گہری نظر رکھی جا رہی ہے۔ ایرانی حکام نے کہا ہے کہ کسی بھی جارحیت کا بھرپور جواب دیا جائے گا، خطے کی صورتحال پر گہری نظر رکھی جا رہی ہے۔ ایرانی حکام نے کہا ہے کہ کسی بھی جارحیت کا بھرپور جواب دیا جائے گا، خطے کی صورتحال پر گہری نظر رکھی جا رہی ہے۔ ایرانی حکام نے کہا ہے کہ کسی بھی جارحیت کا بھرپور جواب دیا جائے گا، خطے کی صورتحال پر گہری نظر رکھی جا رہی ہے۔ ایرانی حکام نے کہا ہے کہ کسی بھی جارحیت کا بھرپور جواب دیا جائے گا، خطے کی صورتحال پر گہری نظر رکھی جا رہی ہے۔ ایرانی حکام نے کہا ہے کہ کسی بھی جارحیت کا بھرپور جواب دیا جائے گا، خطے کی صورتحال پر گہری نظر رکھی جا رہی ہے۔ ایرانی حکام نے کہا ہے کہ کسی بھی جارحیت کا بھرپور جواب دیا جائے گا، خطے کی صورتحال پر گہری نظر رکھی جا رہی ہے۔ [618, 881, 698, 1250]
news-body: عالمی رہنماؤں نے خطے میں کشیدگی کم کرنے کے لیے سفارتی کوششیں تیز کرنے پر زور دیا ہے۔ مذاکرات کے نئے دور کا آغاز آئندہ ہفتے متوقع ہے۔ عالمی رہنماؤں نے خطے میں کشیدگی کم کرنے کے لیے سفارتی کوششیں تیز کرنے پر زور دیا ہے۔ مذاکرات کے نئے دور کا آغاز آئندہ ہفتے متوقع ہے۔ عالمی رہنماؤں نے خطے میں کشیدگی کم کرنے کے لیے سفارتی کوششیں تیز کرنے پر زور دیا ہے۔ مذاکرات کے نئے دور کا آغاز آئندہ ہفتے متوقع ہے۔ عالمی رہنماؤں نے خطے میں کشیدگی کم کرنے کے لیے سفارتی کوششیں تیز کرنے پر زور دیا ہے۔ مذاکرات کے نئے دور کا آغاز آئندہ ہفتے متوقع ہے۔ عالمی رہنماؤں نے خطے میں کشیدگی کم کرنے کے لیے سفارتی کوششیں تیز کرنے پر زور دیا ہے۔ مذاکرات کے نئے دور کا آغاز آئندہ ہفتے متوقع ہے۔ عالمی رہنماؤں نے خطے میں کشیدگی کم کرنے کے لیے سفارتی کوششیں تیز کرنے پر زور دیا ہے۔ مذاکرات کے نئے دور کا آغاز آئندہ ہفتے متوقع ہے۔ عالمی رہنماؤں نے خطے میں کشیدگی کم کرنے کے لیے سفارتی کوششیں تیز کرنے پر زور دیا ہے۔ مذاکرات کے نئے دور کا آغاز آئندہ ہفتے متوقع ہے۔ عالمی رہنماؤں نے خطے میں کشیدگی کم کرنے کے لیے سفارتی کوششیں تیز کرنے پر زور دیا ہے۔ مذاکرات کے نئے دور کا آغاز آئندہ ہفتے متوقع ہے۔ عالمی رہنماؤں نے خطے میں کشیدگی کم کرنے کے لیے سفارتی کوششیں تیز کرنے پر زور دیا ہے۔ مذاکرات کے نئے دور کا آغاز آئندہ ہفتے متوقع ہے۔ عالمی رہنماؤں نے خطے میں کشیدگی کم کرنے کے لیے سفارتی کوششیں تیز کرنے پر زور دیا ہے۔ مذاکرات کے نئے دور کا آغاز آئندہ ہفتے متوقع ہے۔ عالمی رہنماؤں نے خطے میں کشیدگی کم کرنے کے لیے سفارتی کوششیں تیز کرنے پر زور دیا ہے۔ مذاکرات کے نئے دور کا آغاز آئندہ ہفتے متوقع ہے۔ [618, 30, 698, 421]
column-5-classifieds [341, 12, 442, 1615]
news-number: خبرنمبر 1 [753, 17, 792, 27]
news-body: تعلیمی بورڈ نے امتحانی شیڈول کا اعلان کر دیا ہے، طلبہ کو ہدایت کی گئی ہے کہ وہ داخلہ فارم مقررہ تاریخ تک جمع کرائیں۔ تعلیمی بورڈ نے امتحانی شیڈول کا اعلان کر دیا ہے، طلبہ کو ہدایت کی گئی ہے کہ وہ داخلہ فارم مقررہ تاریخ تک جمع کرائیں۔ تعلیمی بورڈ نے امتحانی شیڈول کا اعلان کر دیا ہے، طلبہ کو ہدایت کی گئی ہے کہ وہ داخلہ فارم مقررہ تاریخ تک جمع کرائیں۔ تعلیمی بورڈ نے امتحانی شیڈول کا اعلان کر دیا ہے، طلبہ کو ہدایت کی گئی ہے کہ وہ داخلہ فارم مقررہ تاریخ تک جمع کرائیں۔ تعلیمی بورڈ نے امتحانی شیڈول کا اعلان کر دیا ہے، طلبہ کو ہدایت کی گئی ہے کہ وہ داخلہ فارم مقررہ تاریخ تک جمع کرائیں۔ تعلیمی بورڈ نے امتحانی شیڈول کا اعلان کر دیا ہے، طلبہ کو ہدایت کی گئی ہے کہ وہ داخلہ فارم مقررہ تاریخ تک جمع کرائیں۔ تعلیمی بورڈ نے امتحانی شیڈول کا اعلان کر دیا ہے، طلبہ کو ہدایت کی گئی ہے کہ وہ داخلہ فارم مقررہ تاریخ تک جمع کرائیں۔ تعلیمی بورڈ نے امتحانی شیڈول کا اعلان کر دیا ہے، طلبہ کو ہدایت کی گئی ہے کہ وہ داخلہ فارم مقررہ تاریخ تک جمع کرائیں۔ تعلیمی بورڈ نے امتحانی شیڈول کا اعلان کر دیا ہے، طلبہ کو ہدایت کی گئی ہے کہ وہ داخلہ فارم مقررہ تاریخ تک جمع کرائیں۔ تعلیمی بورڈ نے امتحانی شیڈول کا اعلان کر دیا ہے، طلبہ کو ہدایت کی گئی ہے کہ وہ داخلہ فارم مقررہ تاریخ تک جمع کرائیں۔ تعلیمی بورڈ نے امتحانی شیڈول کا اعلان کر دیا ہے، طلبہ کو ہدایت کی گئی ہے کہ وہ داخلہ فارم مقررہ تاریخ تک جمع کرائیں۔ تعلیمی بورڈ نے امتحانی شیڈول کا اعلان کر دیا ہے، طلبہ کو ہدایت کی گئی ہے کہ وہ داخلہ فارم مقررہ تاریخ تک جمع کرائیں۔ [704, 1025, 793, 1302]
news-category: پولیس [536, 727, 557, 735]
news-number: خبرنمبر 7 [662, 17, 697, 27]
news-category: گرفتاریاں [536, 1070, 568, 1079]
classified-ad-box [344, 17, 440, 141]
news-body: سیکیورٹی فورسز نے کارروائی کے دوران مطلوب ملزمان کو گرفتار کر لیا، اسلحہ اور گولہ بارود برآمد کیا گیا۔ سیکیورٹی فورسز نے کارروائی کے دوران مطلوب ملزمان کو گرفتار کر لیا، اسلحہ اور گولہ بارود برآمد کیا گیا۔ سیکیورٹی فورسز نے کارروائی کے دوران مطلوب ملزمان کو گرفتار کر لیا، اسلحہ اور گولہ بارود برآمد کیا گیا۔ سیکیورٹی فورسز نے کارروائی کے دوران مطلوب ملزمان کو گرفتار کر لیا، اسلحہ اور گولہ بارود برآمد کیا گیا۔ سیکیورٹی فورسز نے کارروائی کے دوران مطلوب ملزمان کو گرفتار کر لیا، اسلحہ اور گولہ بارود برآمد کیا گیا۔ سیکیورٹی فورسز نے کارروائی کے دوران مطلوب ملزمان کو گرفتار کر لیا، اسلحہ اور گولہ بارود برآمد کیا گیا۔ سیکیورٹی فورسز نے کارروائی کے دوران مطلوب ملزمان کو گرفتار کر لیا، اسلحہ اور گولہ بارود برآمد کیا گیا۔ سیکیورٹی فورسز نے کارروائی کے دوران مطلوب ملزمان کو گرفتار کر لیا، اسلحہ اور گولہ بارود برآمد کیا گیا۔ سیکیورٹی فورسز نے کارروائی کے دوران مطلوب ملزمان کو گرفتار کر لیا، اسلحہ اور گولہ بارود برآمد کیا گیا۔ سیکیورٹی فورسز نے کارروائی کے دوران مطلوب ملزمان کو گرفتار کر لیا، اسلحہ اور گولہ بارود برآمد کیا گیا۔ سیکیورٹی فورسز نے کارروائی کے دوران مطلوب ملزمان کو گرفتار کر لیا، اسلحہ اور گولہ بارود برآمد کیا گیا۔ سیکیورٹی فورسز نے کارروائی کے دوران مطلوب ملزمان کو گرفتار کر لیا، اسلحہ اور گولہ بارود برآمد کیا گیا۔ سیکیورٹی فورسز نے کارروائی کے دوران مطلوب ملزمان کو گرفتار کر لیا، اسلحہ اور گولہ بارود برآمد کیا گیا۔ سیکیورٹی فورسز نے کارروائی کے دوران مطلوب ملزمان کو گرفتار کر لیا، اسلحہ اور گولہ بارود برآمد کیا گیا۔ [618, 1267, 698, 1593]
gavel-icon [196, 21, 213, 29]
news-category: مقامی [536, 1429, 558, 1437]
news-number: خبرنمبر 14 [567, 725, 611, 736]
news-label [704, 16, 793, 28]
news-label [618, 867, 698, 879]
notice-heading-text: اطلاع عام [263, 21, 301, 29]
column-8-notices [0, 12, 119, 1466]
news-category: صحت [622, 425, 640, 434]
news-body: وفاقی کابینہ کے اجلاس میں اہم فیصلوں کی منظوری دی گئی، ترقیاتی منصوبوں کے لیے فنڈز جاری کرنے کا اعلان کیا گیا۔ وفاقی کابینہ کے اجلاس میں اہم فیصلوں کی منظوری دی گئی، ترقیاتی منصوبوں کے لیے فنڈز جاری کرنے کا اعلان کیا گیا۔ وفاقی کابینہ کے اجلاس میں اہم فیصلوں کی منظوری دی گئی، ترقیاتی منصوبوں کے لیے فنڈز جاری کرنے کا اعلان کیا گیا۔ وفاقی کابینہ کے اجلاس میں اہم فیصلوں کی منظوری دی گئی، ترقیاتی منصوبوں کے لیے فنڈز جاری کرنے کا اعلان کیا گیا۔ وفاقی کابینہ کے اجلاس میں اہم فیصلوں کی منظوری دی گئی، ترقیاتی منصوبوں کے لیے فنڈز جاری کرنے کا اعلان کیا گیا۔ وفاقی کابینہ کے اجلاس میں اہم فیصلوں کی منظوری دی گئی، ترقیاتی منصوبوں کے لیے فنڈز جاری کرنے کا اعلان کیا گیا۔ وفاقی کابینہ کے اجلاس میں اہم فیصلوں کی منظوری دی گئی، ترقیاتی منصوبوں کے لیے فنڈز جاری کرنے کا اعلان کیا گیا۔ وفاقی کابینہ کے اجلاس میں اہم فیصلوں کی منظوری دی گئی، ترقیاتی منصوبوں کے لیے فنڈز جاری کرنے کا اعلان کیا گیا۔ وفاقی کابینہ کے اجلاس میں اہم فیصلوں کی منظوری دی گئی، ترقیاتی منصوبوں کے لیے فنڈز جاری کرنے کا اعلان کیا گیا۔ وفاقی کابینہ کے اجلاس میں اہم فیصلوں کی منظوری دی گئی، ترقیاتی منصوبوں کے لیے فنڈز جاری کرنے کا اعلان کیا گیا۔ وفاقی کابینہ کے اجلاس میں اہم فیصلوں کی منظوری دی گئی، ترقیاتی منصوبوں کے لیے فنڈز جاری کرنے کا اعلان کیا گیا۔ وفاقی کابینہ کے اجلاس میں اہم فیصلوں کی منظوری دی گئی، ترقیاتی منصوبوں کے لیے فنڈز جاری کرنے کا اعلان کیا گیا۔ وفاقی کابینہ کے اجلاس میں اہم فیصلوں کی منظوری دی گئی، ترقیاتی منصوبوں کے لیے فنڈز جاری کرنے کا اعلان کیا گیا۔ [532, 30, 612, 356]
news-number: خبرنمبر 25 [395, 1346, 439, 1357]
news-body: سیاسی جماعتوں کے درمیان مذاکرات کا سلسلہ جاری ہے۔ سیاسی جماعتوں کے درمیان مذاکرات کا سلسلہ جاری ہے۔ سیاسی جماعتوں کے درمیان مذاکرات کا سلسلہ جاری ہے۔ سیاسی جماعتوں کے درمیان مذاکرات کا سلسلہ جاری ہے۔ سیاسی جماعتوں کے درمیان مذاکرات کا سلسلہ جاری ہے۔ سیاسی جماعتوں کے درمیان مذاکرات کا سلسلہ جاری ہے۔ سیاسی جماعتوں کے درمیان مذاکرات کا سلسلہ جاری ہے۔ سیاسی جماعتوں کے درمیان مذاکرات کا سلسلہ جاری ہے۔ سیاسی جماعتوں کے درمیان مذاکرات کا سلسلہ جاری ہے۔ سیاسی جماعتوں کے درمیان مذاکرات کا سلسلہ جاری ہے۔ سیاسی جماعتوں کے درمیان مذاکرات کا سلسلہ جاری ہے۔ سیاسی جماعتوں کے درمیان مذاکرات کا سلسلہ جاری ہے۔ سیاسی جماعتوں کے درمیان مذاکرات کا سلسلہ جاری ہے۔ سیاسی جماعتوں کے درمیان مذاکرات کا سلسلہ جاری ہے۔ سیاسی جماعتوں کے درمیان مذاکرات کا سلسلہ جاری ہے۔ سیاسی جماعتوں کے درمیان مذاکرات کا سلسلہ جاری ہے۔ سیاسی جماعتوں کے درمیان مذاکرات کا سلسلہ جاری ہے۔ سیاسی جماعتوں کے درمیان مذاکرات کا سلسلہ جاری ہے۔ سیاسی جماعتوں کے درمیان مذاکرات کا سلسلہ جاری ہے۔ سیاسی جماعتوں کے درمیان مذاکرات کا سلسلہ جاری ہے۔ سیاسی جماعتوں کے درمیان مذاکرات کا سلسلہ جاری ہے۔ سیاسی جماعتوں کے درمیان مذاکرات کا سلسلہ جاری ہے۔ سیاسی جماعتوں کے درمیان مذاکرات کا سلسلہ جاری ہے۔ سیاسی جماعتوں کے درمیان مذاکرات کا سلسلہ جاری ہے۔ سیاسی جماعتوں کے درمیان مذاکرات کا سلسلہ جاری ہے۔ سیاسی جماعتوں کے درمیان مذاکرات کا سلسلہ جاری ہے۔ سیاسی جماعتوں کے درمیان مذاکرات کا سلسلہ جاری ہے۔ سیاسی جماعتوں کے درمیان مذاکرات کا سلسلہ جاری ہے۔ سیاسی جماعتوں کے درمیان مذاکرات کا سلسلہ جاری ہے۔ [532, 2163, 612, 2575]
news-item [446, 1391, 526, 1832]
news-category: جنگ بندی [708, 18, 740, 26]
news-label [245, 1132, 339, 1145]
news-number: خبرنمبر 8 [658, 425, 697, 435]
news-body: پولیس نے شہر میں جرائم کی روک تھام کے لیے خصوصی مہم کا آغاز کر دیا ہے، متعدد مشتبہ افراد کو حراست میں لیا گیا۔ پولیس نے شہر میں جرائم کی روک تھام کے لیے خصوصی مہم کا آغاز کر دیا ہے، متعدد مشتبہ افراد کو حراست میں لیا گیا۔ پولیس نے شہر میں جرائم کی روک تھام کے لیے خصوصی مہم کا آغاز کر دیا ہے، متعدد مشتبہ افراد کو حراست میں لیا گیا۔ پولیس نے شہر میں جرائم کی روک تھام کے لیے خصوصی مہم کا آغاز کر دیا ہے، متعدد مشتبہ افراد کو حراست میں لیا گیا۔ پولیس نے شہر میں جرائم کی روک تھام کے لیے خصوصی مہم کا آغاز کر دیا ہے، متعدد مشتبہ افراد کو حراست میں لیا گیا۔ پولیس نے شہر میں جرائم کی روک تھام کے لیے خصوصی مہم کا آغاز کر دیا ہے، متعدد مشتبہ افراد کو حراست میں لیا گیا۔ پولیس نے شہر میں جرائم کی روک تھام کے لیے خصوصی مہم کا آغاز کر دیا ہے، متعدد مشتبہ افراد کو حراست میں لیا گیا۔ پولیس نے شہر میں جرائم کی روک تھام کے لیے خصوصی مہم کا آغاز کر دیا ہے، متعدد مشتبہ افراد کو حراست میں لیا گیا۔ پولیس نے شہر میں جرائم کی روک تھام کے لیے خصوصی مہم کا آغاز کر دیا ہے، متعدد مشتبہ افراد کو حراست میں لیا گیا۔ پولیس نے شہر میں جرائم کی روک تھام کے لیے خصوصی مہم کا آغاز کر دیا ہے، متعدد مشتبہ افراد کو حراست میں لیا گیا۔ پولیس نے شہر میں جرائم کی روک تھام کے لیے خصوصی مہم کا آغاز کر دیا ہے، متعدد مشتبہ افراد کو حراست میں لیا گیا۔ پولیس نے شہر میں جرائم کی روک تھام کے لیے خصوصی مہم کا آغاز کر دیا ہے، متعدد مشتبہ افراد کو حراست میں لیا گیا۔ پولیس نے شہر میں جرائم کی روک تھام کے لیے خصوصی مہم کا آغاز کر دیا ہے، متعدد مشتبہ افراد کو حراست میں لیا گیا۔ [532, 738, 612, 1065]
news-category: کراچی [450, 713, 472, 721]
news-label [532, 1426, 612, 1439]
news-number: خبرنمبر 2 [754, 382, 792, 392]
notice-heading [344, 143, 440, 160]
news-number: خبرنمبر 28 [72, 500, 116, 511]
page-header [0, 0, 795, 12]
news-label [618, 1253, 698, 1266]
news-item [532, 1806, 612, 2147]
ad-title: مختصر اشتہارات [344, 21, 436, 67]
news-number: خبرنمبر 10 [659, 1254, 697, 1265]
notice-heading [245, 17, 339, 33]
reference-codes: 37405-0251718-9 37201-6607616-5 Samreena Akram Akram [245, 1095, 298, 1125]
column-6-notices [242, 12, 341, 1466]
gavel-icon [405, 147, 422, 156]
ad-phone: 021-35655270,71,72 [353, 112, 431, 137]
news-label [446, 16, 526, 28]
news-item [446, 710, 526, 1031]
gavel-icon [303, 21, 320, 29]
news-category: مطالبات [536, 1808, 564, 1816]
column-4 [442, 12, 528, 2224]
news-item [532, 359, 612, 722]
news-body: عام اطلاع دی جاتی ہے کہ مذکورہ جائیداد کے حوالے سے کسی بھی قسم کا لین دین نہ کیا جائے، ورنہ کسی نقصان کی ذمہ داری ادارے پر نہ ہو گی۔ عام اطلاع دی جاتی ہے کہ مذکورہ جائیداد کے حوالے سے کسی بھی قسم کا لین دین نہ کیا جائے، ورنہ کسی نقصان کی ذمہ داری ادارے پر نہ ہو گی۔ عام اطلاع دی جاتی ہے کہ مذکورہ جائیداد کے حوالے سے کسی بھی قسم کا لین دین نہ کیا جائے، ورنہ کسی نقصان کی ذمہ داری ادارے پر نہ ہو گی۔ عام اطلاع دی جاتی ہے کہ مذکورہ جائیداد کے حوالے سے کسی بھی قسم کا لین دین نہ کیا جائے، ورنہ کسی نقصان کی ذمہ داری ادارے پر نہ ہو گی۔ عام اطلاع دی جاتی ہے کہ مذکورہ جائیداد کے حوالے سے کسی بھی قسم کا لین دین نہ کیا جائے، ورنہ کسی نقصان کی ذمہ داری ادارے پر نہ ہو گی۔ عام اطلاع دی جاتی ہے کہ مذکورہ جائیداد کے حوالے سے کسی بھی قسم کا لین دین نہ کیا جائے، ورنہ کسی نقصان کی ذمہ داری ادارے پر نہ ہو گی۔ عام اطلاع دی جاتی ہے کہ مذکورہ جائیداد کے حوالے سے کسی بھی قسم کا لین دین نہ کیا جائے، ورنہ کسی نقصان کی ذمہ داری ادارے پر نہ ہو گی۔ عام اطلاع دی جاتی ہے کہ مذکورہ جائیداد کے حوالے سے کسی بھی قسم کا لین دین نہ کیا جائے، ورنہ کسی نقصان کی ذمہ داری ادارے پر نہ ہو گی۔ عام اطلاع دی جاتی ہے کہ مذکورہ جائیداد کے حوالے سے کسی بھی قسم کا لین دین نہ کیا جائے، ورنہ کسی نقصان کی ذمہ داری ادارے پر نہ ہو گی۔ عام اطلاع دی جاتی ہے کہ مذکورہ جائیداد کے حوالے سے کسی بھی قسم کا لین دین نہ کیا جائے، ورنہ کسی نقصان کی ذمہ داری ادارے پر نہ ہو گی۔ [244, 1146, 339, 1401]
news-body: کاشتکاروں کو فصلوں کی بہتر پیداوار کے لیے رہنمائی فراہم کی جا رہی ہے۔ کاشتکاروں کو فصلوں کی بہتر پیداوار کے لیے رہنمائی فراہم کی جا رہی ہے۔ کاشتکاروں کو فصلوں کی بہتر پیداوار کے لیے رہنمائی فراہم کی جا رہی ہے۔ کاشتکاروں کو فصلوں کی بہتر پیداوار کے لیے رہنمائی فراہم کی جا رہی ہے۔ کاشتکاروں کو فصلوں کی بہتر پیداوار کے لیے رہنمائی فراہم کی جا رہی ہے۔ کاشتکاروں کو فصلوں کی بہتر پیداوار کے لیے رہنمائی فراہم کی جا رہی ہے۔ کاشتکاروں کو فصلوں کی بہتر پیداوار کے لیے رہنمائی فراہم کی جا رہی ہے۔ کاشتکاروں کو فصلوں کی بہتر پیداوار کے لیے رہنمائی فراہم کی جا رہی ہے۔ کاشتکاروں کو فصلوں کی بہتر پیداوار کے لیے رہنمائی فراہم کی جا رہی ہے۔ کاشتکاروں کو فصلوں کی بہتر پیداوار کے لیے رہنمائی فراہم کی جا رہی ہے۔ کاشتکاروں کو فصلوں کی بہتر پیداوار کے لیے رہنمائی فراہم کی جا رہی ہے۔ کاشتکاروں کو فصلوں کی بہتر پیداوار کے لیے رہنمائی فراہم کی جا رہی ہے۔ کاشتکاروں کو فصلوں کی بہتر پیداوار کے لیے رہنمائی فراہم کی جا رہی ہے۔ کاشتکاروں کو فصلوں کی بہتر پیداوار کے لیے رہنمائی فراہم کی جا رہی ہے۔ کاشتکاروں کو فصلوں کی بہتر پیداوار کے لیے رہنمائی فراہم کی جا رہی ہے۔ کاشتکاروں کو فصلوں کی بہتر پیداوار کے لیے رہنمائی فراہم کی جا رہی ہے۔ کاشتکاروں کو فصلوں کی بہتر پیداوار کے لیے رہنمائی فراہم کی جا رہی ہے۔ کاشتکاروں کو فصلوں کی بہتر پیداوار کے لیے رہنمائی فراہم کی جا رہی ہے۔ کاشتکاروں کو فصلوں کی بہتر پیداوار کے لیے رہنمائی فراہم کی جا رہی ہے۔ کاشتکاروں کو فصلوں کی بہتر پیداوار کے لیے رہنمائی فراہم کی جا رہی ہے۔ کاشتکاروں کو فصلوں کی بہتر پیداوار کے لیے رہنمائی فراہم کی جا رہی ہے۔ [446, 1848, 526, 2224]
news-item [532, 724, 612, 1065]
news-item [704, 381, 793, 686]
reference-codes: CB-39 Malokal Bhotral Amina 2001 [123, 440, 176, 470]
news-body: محکمہ موسمیات نے آئندہ دنوں میں گرمی کی شدت میں اضافے کی پیش گوئی کی ہے۔ محکمہ موسمیات نے آئندہ دنوں میں گرمی کی شدت میں اضافے کی پیش گوئی کی ہے۔ محکمہ موسمیات نے آئندہ دنوں میں گرمی کی شدت میں اضافے کی پیش گوئی کی ہے۔ محکمہ موسمیات نے آئندہ دنوں میں گرمی کی شدت میں اضافے کی پیش گوئی کی ہے۔ محکمہ موسمیات نے آئندہ دنوں میں گرمی کی شدت میں اضافے کی پیش گوئی کی ہے۔ محکمہ موسمیات نے آئندہ دنوں میں گرمی کی شدت میں اضافے کی پیش گوئی کی ہے۔ محکمہ موسمیات نے آئندہ دنوں میں گرمی کی شدت میں اضافے کی پیش گوئی کی ہے۔ محکمہ موسمیات نے آئندہ دنوں میں گرمی کی شدت میں اضافے کی پیش گوئی کی ہے۔ محکمہ موسمیات نے آئندہ دنوں میں گرمی کی شدت میں اضافے کی پیش گوئی کی ہے۔ محکمہ موسمیات نے آئندہ دنوں میں گرمی کی شدت میں اضافے کی پیش گوئی کی ہے۔ محکمہ موسمیات نے آئندہ دنوں میں گرمی کی شدت میں اضافے کی پیش گوئی کی ہے۔ محکمہ موسمیات نے آئندہ دنوں میں گرمی کی شدت میں اضافے کی پیش گوئی کی ہے۔ محکمہ موسمیات نے آئندہ دنوں میں گرمی کی شدت میں اضافے کی پیش گوئی کی ہے۔ محکمہ موسمیات نے آئندہ دنوں میں گرمی کی شدت میں اضافے کی پیش گوئی کی ہے۔ محکمہ موسمیات نے آئندہ دنوں میں گرمی کی شدت میں اضافے کی پیش گوئی کی ہے۔ محکمہ موسمیات نے آئندہ دنوں میں گرمی کی شدت میں اضافے کی پیش گوئی کی ہے۔ محکمہ موسمیات نے آئندہ دنوں میں گرمی کی شدت میں اضافے کی پیش گوئی کی ہے۔ محکمہ موسمیات نے آئندہ دنوں میں گرمی کی شدت میں اضافے کی پیش گوئی کی ہے۔ محکمہ موسمیات نے آئندہ دنوں میں گرمی کی شدت میں اضافے کی پیش گوئی کی ہے۔ محکمہ موسمیات نے آئندہ دنوں میں گرمی کی شدت میں اضافے کی پیش گوئی کی ہے۔ [446, 1405, 526, 1831]
notice-heading [123, 17, 239, 33]
notice-body: میرا قومی شناختی کارڈ گم ہو گیا ہے، اگر کسی صاحب کو ملے تو براہ کرم قریبی پولیس اسٹیشن میں جمع کرا دیں۔ میرا قومی شناختی کارڈ گم ہو گیا ہے، اگر کسی صاحب کو ملے تو براہ کرم قریبی پولیس اسٹیشن میں جمع کرا دیں۔ میرا قومی شناختی کارڈ گم ہو گیا ہے، اگر کسی صاحب کو ملے تو براہ کرم قریبی پولیس اسٹیشن میں جمع کرا دیں۔ میرا قومی شناختی کارڈ گم ہو گیا ہے، اگر کسی صاحب کو ملے تو براہ کرم قریبی پولیس اسٹیشن میں جمع کرا دیں۔ میرا قومی شناختی کارڈ گم ہو گیا ہے، اگر کسی صاحب کو ملے تو براہ کرم قریبی پولیس اسٹیشن میں جمع کرا دیں۔ میرا قومی شناختی کارڈ گم ہو گیا ہے، اگر کسی صاحب کو ملے تو براہ کرم قریبی پولیس اسٹیشن میں جمع کرا دیں۔ میرا قومی شناختی کارڈ گم ہو گیا ہے، اگر کسی صاحب کو ملے تو براہ کرم قریبی پولیس اسٹیشن میں جمع کرا دیں۔ میرا قومی شناختی کارڈ گم ہو گیا ہے، اگر کسی صاحب کو ملے تو براہ کرم قریبی پولیس اسٹیشن میں جمع کرا دیں۔ میرا قومی شناختی کارڈ گم ہو گیا ہے، اگر کسی صاحب کو ملے تو براہ کرم قریبی پولیس اسٹیشن میں جمع کرا دیں۔ میرا قومی شناختی کارڈ گم ہو گیا ہے، اگر کسی صاحب کو ملے تو براہ کرم قریبی پولیس اسٹیشن میں جمع کرا دیں۔ میرا قومی شناختی کارڈ گم ہو گیا ہے، اگر کسی صاحب کو ملے تو براہ کرم قریبی پولیس اسٹیشن میں جمع کرا دیں۔ میرا قومی شناختی کارڈ گم ہو گیا ہے، اگر کسی صاحب کو ملے تو براہ کرم قریبی پولیس اسٹیشن میں جمع کرا دیں۔ میرا قومی شناختی کارڈ گم ہو گیا ہے، اگر کسی صاحب کو ملے تو براہ کرم قریبی پولیس اسٹیشن میں جمع کرا دیں۔ میرا قومی شناختی کارڈ گم ہو گیا ہے، اگر کسی صاحب کو ملے تو براہ کرم قریبی پولیس اسٹیشن میں جمع کرا دیں۔ میرا قومی شناختی کارڈ گم ہو گیا ہے، اگر کسی صاحب کو ملے تو براہ کرم قریبی پولیس اسٹیشن میں جمع کرا دیں۔ میرا قومی شناختی کارڈ گم ہو گیا ہے، اگر کسی صاحب کو ملے تو براہ کرم قریبی پولیس اسٹیشن میں جمع کرا دیں۔ میرا قومی شناختی کارڈ گم ہو گیا ہے، اگر کسی صاحب کو ملے تو براہ کرم قریبی پولیس اسٹیشن میں جمع کرا دیں۔ میرا قومی شناختی کارڈ گم ہو گیا ہے، اگر کسی صاحب کو ملے تو براہ کرم قریبی پولیس اسٹیشن میں جمع کرا دیں۔ میرا قومی شناختی کارڈ گم ہو گیا ہے، اگر کسی صاحب کو ملے تو براہ کرم قریبی پولیس اسٹیشن میں جمع کرا دیں۔ میرا قومی شناختی کارڈ گم ہو گیا ہے، اگر کسی صاحب کو ملے تو براہ کرم قریبی پولیس اسٹیشن میں جمع کرا دیں۔ میرا قومی شناختی کارڈ گم ہو گیا ہے، اگر کسی صاحب کو ملے تو براہ کرم قریبی پولیس اسٹیشن میں جمع کرا دیں۔ میرا قومی شناختی کارڈ گم ہو گیا ہے، اگر کسی صاحب کو ملے تو براہ کرم قریبی پولیس اسٹیشن میں جمع کرا دیں۔ میرا قومی شناختی کارڈ گم ہو گیا ہے، اگر کسی صاحب کو ملے تو براہ کرم قریبی پولیس اسٹیشن میں جمع کرا دیں۔ میرا قومی شناختی کارڈ گم ہو گیا ہے، اگر کسی صاحب کو ملے تو براہ کرم قریبی پولیس اسٹیشن میں جمع کرا دیں۔ میرا قومی شناختی کارڈ گم ہو گیا ہے، اگر کسی صاحب کو ملے تو براہ کرم قریبی پولیس اسٹیشن میں جمع کرا دیں۔ میرا قومی شناختی کارڈ گم ہو گیا ہے، اگر کسی صاحب کو ملے تو براہ کرم قریبی پولیس اسٹیشن میں جمع کرا دیں۔ [344, 724, 440, 1278]
news-body: شہر کے مختلف علاقوں میں پانی کی فراہمی متاثر ہونے پر شہریوں نے احتجاج کیا۔ متعلقہ ادارے کے حکام کا کہنا ہے کہ مرمت کا کام جاری ہے اور جلد فراہمی بحال کر دی جائے گی۔ شہر کے مختلف علاقوں میں پانی کی فراہمی متاثر ہونے پر شہریوں نے احتجاج کیا۔ متعلقہ ادارے کے حکام کا کہنا ہے کہ مرمت کا کام جاری ہے اور جلد فراہمی بحال کر دی جائے گی۔ شہر کے مختلف علاقوں میں پانی کی فراہمی متاثر ہونے پر شہریوں نے احتجاج کیا۔ متعلقہ ادارے کے حکام کا کہنا ہے کہ مرمت کا کام جاری ہے اور جلد فراہمی بحال کر دی جائے گی۔ شہر کے مختلف علاقوں میں پانی کی فراہمی متاثر ہونے پر شہریوں نے احتجاج کیا۔ متعلقہ ادارے کے حکام کا کہنا ہے کہ مرمت کا کام جاری ہے اور جلد فراہمی بحال کر دی جائے گی۔ شہر کے مختلف علاقوں میں پانی کی فراہمی متاثر ہونے پر شہریوں نے احتجاج کیا۔ متعلقہ ادارے کے حکام کا کہنا ہے کہ مرمت کا کام جاری ہے اور جلد فراہمی بحال کر دی جائے گی۔ شہر کے مختلف علاقوں میں پانی کی فراہمی متاثر ہونے پر شہریوں نے احتجاج کیا۔ متعلقہ ادارے کے حکام کا کہنا ہے کہ مرمت کا کام جاری ہے اور جلد فراہمی بحال کر دی جائے گی۔ شہر کے مختلف علاقوں میں پانی کی فراہمی متاثر ہونے پر شہریوں نے احتجاج کیا۔ متعلقہ ادارے کے حکام کا کہنا ہے کہ مرمت کا کام جاری ہے اور جلد فراہمی بحال کر دی جائے گی۔ شہر کے مختلف علاقوں میں پانی کی فراہمی متاثر ہونے پر شہریوں نے احتجاج کیا۔ متعلقہ ادارے کے حکام کا کہنا ہے کہ مرمت کا کام جاری ہے اور جلد فراہمی بحال کر دی جائے گی۔ شہر کے مختلف علاقوں میں پانی کی فراہمی متاثر ہونے پر شہریوں نے احتجاج کیا۔ متعلقہ ادارے کے حکام کا کہنا ہے کہ مرمت کا کام جاری ہے اور جلد فراہمی بحال کر دی جائے گی۔ [704, 703, 793, 1008]
news-label [704, 689, 793, 701]
notice-body: عام اطلاع دی جاتی ہے کہ مذکورہ جائیداد کے حوالے سے کسی بھی قسم کا لین دین نہ کیا جائے، ورنہ کسی نقصان کی ذمہ داری ادارے پر نہ ہو گی۔ عام اطلاع دی جاتی ہے کہ مذکورہ جائیداد کے حوالے سے کسی بھی قسم کا لین دین نہ کیا جائے، ورنہ کسی نقصان کی ذمہ داری ادارے پر نہ ہو گی۔ عام اطلاع دی جاتی ہے کہ مذکورہ جائیداد کے حوالے سے کسی بھی قسم کا لین دین نہ کیا جائے، ورنہ کسی نقصان کی ذمہ داری ادارے پر نہ ہو گی۔ عام اطلاع دی جاتی ہے کہ مذکورہ جائیداد کے حوالے سے کسی بھی قسم کا لین دین نہ کیا جائے، ورنہ کسی نقصان کی ذمہ داری ادارے پر نہ ہو گی۔ عام اطلاع دی جاتی ہے کہ مذکورہ جائیداد کے حوالے سے کسی بھی قسم کا لین دین نہ کیا جائے، ورنہ کسی نقصان کی ذمہ داری ادارے پر نہ ہو گی۔ عام اطلاع دی جاتی ہے کہ مذکورہ جائیداد کے حوالے سے کسی بھی قسم کا لین دین نہ کیا جائے، ورنہ کسی نقصان کی ذمہ داری ادارے پر نہ ہو گی۔ عام اطلاع دی جاتی ہے کہ مذکورہ جائیداد کے حوالے سے کسی بھی قسم کا لین دین نہ کیا جائے، ورنہ کسی نقصان کی ذمہ داری ادارے پر نہ ہو گی۔ عام اطلاع دی جاتی ہے کہ مذکورہ جائیداد کے حوالے سے کسی بھی قسم کا لین دین نہ کیا جائے، ورنہ کسی نقصان کی ذمہ داری ادارے پر نہ ہو گی۔ عام اطلاع دی جاتی ہے کہ مذکورہ جائیداد کے حوالے سے کسی بھی قسم کا لین دین نہ کیا جائے، ورنہ کسی نقصان کی ذمہ داری ادارے پر نہ ہو گی۔ عام اطلاع دی جاتی ہے کہ مذکورہ جائیداد کے حوالے سے کسی بھی قسم کا لین دین نہ کیا جائے، ورنہ کسی نقصان کی ذمہ داری ادارے پر نہ ہو گی۔ عام اطلاع دی جاتی ہے کہ مذکورہ جائیداد کے حوالے سے کسی بھی قسم کا لین دین نہ کیا جائے، ورنہ کسی نقصان کی ذمہ داری ادارے پر نہ ہو گی۔ عام اطلاع دی جاتی ہے کہ مذکورہ جائیداد کے حوالے سے کسی بھی قسم کا لین دین نہ کیا جائے، ورنہ کسی نقصان کی ذمہ داری ادارے پر نہ ہو گی۔ عام اطلاع دی جاتی ہے کہ مذکورہ جائیداد کے حوالے سے کسی بھی قسم کا لین دین نہ کیا جائے، ورنہ کسی نقصان کی ذمہ داری ادارے پر نہ ہو گی۔ عام اطلاع دی جاتی ہے کہ مذکورہ جائیداد کے حوالے سے کسی بھی قسم کا لین دین نہ کیا جائے، ورنہ کسی نقصان کی ذمہ داری ادارے پر نہ ہو گی۔ عام اطلاع دی جاتی ہے کہ مذکورہ جائیداد کے حوالے سے کسی بھی قسم کا لین دین نہ کیا جائے، ورنہ کسی نقصان کی ذمہ داری ادارے پر نہ ہو گی۔ عام اطلاع دی جاتی ہے کہ مذکورہ جائیداد کے حوالے سے کسی بھی قسم کا لین دین نہ کیا جائے، ورنہ کسی نقصان کی ذمہ داری ادارے پر نہ ہو گی۔ عام اطلاع دی جاتی ہے کہ مذکورہ جائیداد کے حوالے سے کسی بھی قسم کا لین دین نہ کیا جائے، ورنہ کسی نقصان کی ذمہ داری ادارے پر نہ ہو گی۔ عام اطلاع دی جاتی ہے کہ مذکورہ جائیداد کے حوالے سے کسی بھی قسم کا لین دین نہ کیا جائے، ورنہ کسی نقصان کی ذمہ داری ادارے پر نہ ہو گی۔ عام اطلاع دی جاتی ہے کہ مذکورہ جائیداد کے حوالے سے کسی بھی قسم کا لین دین نہ کیا جائے، ورنہ کسی نقصان کی ذمہ داری ادارے پر نہ ہو گی۔ عام اطلاع دی جاتی ہے کہ مذکورہ جائیداد کے حوالے سے کسی بھی قسم کا لین دین نہ کیا جائے، ورنہ کسی نقصان کی ذمہ داری ادارے پر نہ ہو گی۔ [244, 36, 339, 540]
news-label [532, 359, 612, 372]
news-body: جنگ بندی معاہدے کے باوجود تجارتی جہاز کو نشانہ بنائے جانے کی اطلاع پر یوکے ایم ٹی او (UKMTO) نے خطے میں موجود جہازوں کو احتیاط برتنے کی ہدایت کی ہے۔ اداروں کے مطابق واقعے کی تحقیقات جاری ہیں اور متعلقہ حکام سے رابطہ کیا جا رہا ہے۔ بحری راستوں کی نگرانی مزید سخت کر دی گئی ہے اور عالمی تجارت پر اس کے اثرات کا جائزہ لیا جا رہا ہے۔ جنگ بندی معاہدے کے باوجود تجارتی جہاز کو نشانہ بنائے جانے کی اطلاع پر یوکے ایم ٹی او (UKMTO) نے خطے میں موجود جہازوں کو احتیاط برتنے کی ہدایت کی ہے۔ اداروں کے مطابق واقعے کی تحقیقات جاری ہیں اور متعلقہ حکام سے رابطہ کیا جا رہا ہے۔ بحری راستوں کی نگرانی مزید سخت کر دی گئی ہے اور عالمی تجارت پر اس کے اثرات کا جائزہ لیا جا رہا ہے۔ جنگ بندی معاہدے کے باوجود تجارتی جہاز کو نشانہ بنائے جانے کی اطلاع پر یوکے ایم ٹی او (UKMTO) نے خطے میں موجود جہازوں کو احتیاط برتنے کی ہدایت کی ہے۔ اداروں کے مطابق واقعے کی تحقیقات جاری ہیں اور متعلقہ حکام سے رابطہ کیا جا رہا ہے۔ بحری راستوں کی نگرانی مزید سخت کر دی گئی ہے اور عالمی تجارت پر اس کے اثرات کا جائزہ لیا جا رہا ہے۔ جنگ بندی معاہدے کے باوجود تجارتی جہاز کو نشانہ بنائے جانے کی اطلاع پر یوکے ایم ٹی او (UKMTO) نے خطے میں موجود جہازوں کو احتیاط برتنے کی ہدایت کی ہے۔ اداروں کے مطابق واقعے کی تحقیقات جاری ہیں اور متعلقہ حکام سے رابطہ کیا جا رہا ہے۔ بحری راستوں کی نگرانی مزید سخت کر دی گئی ہے اور عالمی تجارت پر اس کے اثرات کا جائزہ لیا جا رہا ہے۔ جنگ بندی معاہدے کے باوجود تجارتی جہاز کو نشانہ بنائے جانے کی اطلاع پر یوکے ایم ٹی او (UKMTO) نے خطے میں موجود جہازوں کو احتیاط برتنے کی ہدایت کی ہے۔ اداروں کے مطابق واقعے کی تحقیقات جاری ہیں اور متعلقہ حکام سے رابطہ کیا جا رہا ہے۔ بحری راستوں کی نگرانی مزید سخت کر دی گئی ہے اور عالمی تجارت پر اس کے اثرات کا جائزہ لیا جا رہا ہے۔ [704, 30, 793, 377]
stf-mark: STF [245, 1125, 255, 1131]
news-item [446, 1834, 526, 2225]
ad-note: اشتہارات کی بکنگ کے لیے رابطہ کریں [351, 95, 433, 112]
news-number: خبرنمبر 27 [195, 478, 238, 489]
news-category: پریس کانفرنس [457, 14, 488, 30]
news-number: خبرنمبر 19 [491, 17, 525, 27]
notice-body: بعدالت جناب سینئر سول جج صاحب، مقدمہ نمبر 2026، بنام فریقین، نوٹس جاری کیا جاتا ہے کہ آپ مقررہ تاریخ پر عدالت میں حاضر ہوں۔ بعدالت جناب سینئر سول جج صاحب، مقدمہ نمبر 2026، بنام فریقین، نوٹس جاری کیا جاتا ہے کہ آپ مقررہ تاریخ پر عدالت میں حاضر ہوں۔ بعدالت جناب سینئر سول جج صاحب، مقدمہ نمبر 2026، بنام فریقین، نوٹس جاری کیا جاتا ہے کہ آپ مقررہ تاریخ پر عدالت میں حاضر ہوں۔ بعدالت جناب سینئر سول جج صاحب، مقدمہ نمبر 2026، بنام فریقین، نوٹس جاری کیا جاتا ہے کہ آپ مقررہ تاریخ پر عدالت میں حاضر ہوں۔ بعدالت جناب سینئر سول جج صاحب، مقدمہ نمبر 2026، بنام فریقین، نوٹس جاری کیا جاتا ہے کہ آپ مقررہ تاریخ پر عدالت میں حاضر ہوں۔ بعدالت جناب سینئر سول جج صاحب، مقدمہ نمبر 2026، بنام فریقین، نوٹس جاری کیا جاتا ہے کہ آپ مقررہ تاریخ پر عدالت میں حاضر ہوں۔ بعدالت جناب سینئر سول جج صاحب، مقدمہ نمبر 2026، بنام فریقین، نوٹس جاری کیا جاتا ہے کہ آپ مقررہ تاریخ پر عدالت میں حاضر ہوں۔ بعدالت جناب سینئر سول جج صاحب، مقدمہ نمبر 2026، بنام فریقین، نوٹس جاری کیا جاتا ہے کہ آپ مقررہ تاریخ پر عدالت میں حاضر ہوں۔ بعدالت جناب سینئر سول جج صاحب، مقدمہ نمبر 2026، بنام فریقین، نوٹس جاری کیا جاتا ہے کہ آپ مقررہ تاریخ پر عدالت میں حاضر ہوں۔ بعدالت جناب سینئر سول جج صاحب، مقدمہ نمبر 2026، بنام فریقین، نوٹس جاری کیا جاتا ہے کہ آپ مقررہ تاریخ پر عدالت میں حاضر ہوں۔ بعدالت جناب سینئر سول جج صاحب، مقدمہ نمبر 2026، بنام فریقین، نوٹس جاری کیا جاتا ہے کہ آپ مقررہ تاریخ پر عدالت میں حاضر ہوں۔ بعدالت جناب سینئر سول جج صاحب، مقدمہ نمبر 2026، بنام فریقین، نوٹس جاری کیا جاتا ہے کہ آپ مقررہ تاریخ پر عدالت میں حاضر ہوں۔ بعدالت جناب سینئر سول جج صاحب، مقدمہ نمبر 2026، بنام فریقین، نوٹس جاری کیا جاتا ہے کہ آپ مقررہ تاریخ پر عدالت میں حاضر ہوں۔ بعدالت جناب سینئر سول جج صاحب، مقدمہ نمبر 2026، بنام فریقین، نوٹس جاری کیا جاتا ہے کہ آپ مقررہ تاریخ پر عدالت میں حاضر ہوں۔ بعدالت جناب سینئر سول جج صاحب، مقدمہ نمبر 2026، بنام فریقین، نوٹس جاری کیا جاتا ہے کہ آپ مقررہ تاریخ پر عدالت میں حاضر ہوں۔ بعدالت جناب سینئر سول جج صاحب، مقدمہ نمبر 2026، بنام فریقین، نوٹس جاری کیا جاتا ہے کہ آپ مقررہ تاریخ پر عدالت میں حاضر ہوں۔ بعدالت جناب سینئر سول جج صاحب، مقدمہ نمبر 2026، بنام فریقین، نوٹس جاری کیا جاتا ہے کہ آپ مقررہ تاریخ پر عدالت میں حاضر ہوں۔ بعدالت جناب سینئر سول جج صاحب، مقدمہ نمبر 2026، بنام فریقین، نوٹس جاری کیا جاتا ہے کہ آپ مقررہ تاریخ پر عدالت میں حاضر ہوں۔ بعدالت جناب سینئر سول جج صاحب، مقدمہ نمبر 2026، بنام فریقین، نوٹس جاری کیا جاتا ہے کہ آپ مقررہ تاریخ پر عدالت میں حاضر ہوں۔ بعدالت جناب سینئر سول جج صاحب، مقدمہ نمبر 2026، بنام فریقین، نوٹس جاری کیا جاتا ہے کہ آپ مقررہ تاریخ پر عدالت میں حاضر ہوں۔ بعدالت جناب سینئر سول جج صاحب، مقدمہ نمبر 2026، بنام فریقین، نوٹس جاری کیا جاتا ہے کہ آپ مقررہ تاریخ پر عدالت میں حاضر ہوں۔ [245, 562, 340, 1095]
news-number: خبرنمبر 20 [489, 375, 525, 386]
news-item [618, 424, 698, 865]
ad-price: صرف -/100 روپے فی سطر [348, 69, 436, 94]
stf-mark: STF [344, 1338, 354, 1344]
news-body: انسداد منشیات فورس نے کارروائی کرتے ہوئے بڑی مقدار میں منشیات برآمد کر لی۔ انسداد منشیات فورس نے کارروائی کرتے ہوئے بڑی مقدار میں منشیات برآمد کر لی۔ انسداد منشیات فورس نے کارروائی کرتے ہوئے بڑی مقدار میں منشیات برآمد کر لی۔ انسداد منشیات فورس نے کارروائی کرتے ہوئے بڑی مقدار میں منشیات برآمد کر لی۔ انسداد منشیات فورس نے کارروائی کرتے ہوئے بڑی مقدار میں منشیات برآمد کر لی۔ انسداد منشیات فورس نے کارروائی کرتے ہوئے بڑی مقدار میں منشیات برآمد کر لی۔ انسداد منشیات فورس نے کارروائی کرتے ہوئے بڑی مقدار میں منشیات برآمد کر لی۔ انسداد منشیات فورس نے کارروائی کرتے ہوئے بڑی مقدار میں منشیات برآمد کر لی۔ انسداد منشیات فورس نے کارروائی کرتے ہوئے بڑی مقدار میں منشیات برآمد کر لی۔ انسداد منشیات فورس نے کارروائی کرتے ہوئے بڑی مقدار میں منشیات برآمد کر لی۔ انسداد منشیات فورس نے کارروائی کرتے ہوئے بڑی مقدار میں منشیات برآمد کر لی۔ انسداد منشیات فورس نے کارروائی کرتے ہوئے بڑی مقدار میں منشیات برآمد کر لی۔ انسداد منشیات فورس نے کارروائی کرتے ہوئے بڑی مقدار میں منشیات برآمد کر لی۔ انسداد منشیات فورس نے کارروائی کرتے ہوئے بڑی مقدار میں منشیات برآمد کر لی۔ انسداد منشیات فورس نے کارروائی کرتے ہوئے بڑی مقدار میں منشیات برآمد کر لی۔ انسداد منشیات فورس نے کارروائی کرتے ہوئے بڑی مقدار میں منشیات برآمد کر لی۔ انسداد منشیات فورس نے کارروائی کرتے ہوئے بڑی مقدار میں منشیات برآمد کر لی۔ انسداد منشیات فورس نے کارروائی کرتے ہوئے بڑی مقدار میں منشیات برآمد کر لی۔ انسداد منشیات فورس نے کارروائی کرتے ہوئے بڑی مقدار میں منشیات برآمد کر لی۔ [532, 1082, 612, 1423]
news-category: جنگ [536, 362, 551, 370]
news-item [618, 1253, 698, 1594]
stf-mark: STF [123, 470, 132, 476]
news-item [618, 1597, 698, 1987]
news-body: ملازمین نے تنخواہوں میں اضافے کا مطالبہ کرتے ہوئے احتجاج کیا۔ ملازمین نے تنخواہوں میں اضافے کا مطالبہ کرتے ہوئے احتجاج کیا۔ ملازمین نے تنخواہوں میں اضافے کا مطالبہ کرتے ہوئے احتجاج کیا۔ ملازمین نے تنخواہوں میں اضافے کا مطالبہ کرتے ہوئے احتجاج کیا۔ ملازمین نے تنخواہوں میں اضافے کا مطالبہ کرتے ہوئے احتجاج کیا۔ ملازمین نے تنخواہوں میں اضافے کا مطالبہ کرتے ہوئے احتجاج کیا۔ ملازمین نے تنخواہوں میں اضافے کا مطالبہ کرتے ہوئے احتجاج کیا۔ ملازمین نے تنخواہوں میں اضافے کا مطالبہ کرتے ہوئے احتجاج کیا۔ ملازمین نے تنخواہوں میں اضافے کا مطالبہ کرتے ہوئے احتجاج کیا۔ ملازمین نے تنخواہوں میں اضافے کا مطالبہ کرتے ہوئے احتجاج کیا۔ ملازمین نے تنخواہوں میں اضافے کا مطالبہ کرتے ہوئے احتجاج کیا۔ ملازمین نے تنخواہوں میں اضافے کا مطالبہ کرتے ہوئے احتجاج کیا۔ ملازمین نے تنخواہوں میں اضافے کا مطالبہ کرتے ہوئے احتجاج کیا۔ ملازمین نے تنخواہوں میں اضافے کا مطالبہ کرتے ہوئے احتجاج کیا۔ ملازمین نے تنخواہوں میں اضافے کا مطالبہ کرتے ہوئے احتجاج کیا۔ ملازمین نے تنخواہوں میں اضافے کا مطالبہ کرتے ہوئے احتجاج کیا۔ ملازمین نے تنخواہوں میں اضافے کا مطالبہ کرتے ہوئے احتجاج کیا۔ ملازمین نے تنخواہوں میں اضافے کا مطالبہ کرتے ہوئے احتجاج کیا۔ ملازمین نے تنخواہوں میں اضافے کا مطالبہ کرتے ہوئے احتجاج کیا۔ ملازمین نے تنخواہوں میں اضافے کا مطالبہ کرتے ہوئے احتجاج کیا۔ ملازمین نے تنخواہوں میں اضافے کا مطالبہ کرتے ہوئے احتجاج کیا۔ ملازمین نے تنخواہوں میں اضافے کا مطالبہ کرتے ہوئے احتجاج کیا۔ ملازمین نے تنخواہوں میں اضافے کا مطالبہ کرتے ہوئے احتجاج کیا۔ [532, 1819, 612, 2146]
news-item [532, 2150, 612, 2576]
notice-heading [2, 17, 117, 33]
notice-heading [245, 543, 339, 560]
notice-heading-text: کورٹ نوٹس [27, 21, 72, 29]
news-number: خبرنمبر 23 [481, 1391, 525, 1402]
news-category: زراعت [450, 1836, 471, 1844]
news-number: خبرنمبر 26 [294, 1133, 338, 1144]
news-number: خبرنمبر 12 [576, 17, 611, 27]
news-number: خبرنمبر 9 [665, 867, 697, 878]
gavel-icon [414, 709, 431, 718]
news-number: خبرنمبر 18 [567, 2151, 611, 2161]
news-body: قومی اسمبلی کے اجلاس میں بجٹ پر بحث جاری رہی، اراکین نے مختلف تجاویز پیش کیں۔ قومی اسمبلی کے اجلاس میں بجٹ پر بحث جاری رہی، اراکین نے مختلف تجاویز پیش کیں۔ قومی اسمبلی کے اجلاس میں بجٹ پر بحث جاری رہی، اراکین نے مختلف تجاویز پیش کیں۔ قومی اسمبلی کے اجلاس میں بجٹ پر بحث جاری رہی، اراکین نے مختلف تجاویز پیش کیں۔ قومی اسمبلی کے اجلاس میں بجٹ پر بحث جاری رہی، اراکین نے مختلف تجاویز پیش کیں۔ قومی اسمبلی کے اجلاس میں بجٹ پر بحث جاری رہی، اراکین نے مختلف تجاویز پیش کیں۔ قومی اسمبلی کے اجلاس میں بجٹ پر بحث جاری رہی، اراکین نے مختلف تجاویز پیش کیں۔ قومی اسمبلی کے اجلاس میں بجٹ پر بحث جاری رہی، اراکین نے مختلف تجاویز پیش کیں۔ قومی اسمبلی کے اجلاس میں بجٹ پر بحث جاری رہی، اراکین نے مختلف تجاویز پیش کیں۔ قومی اسمبلی کے اجلاس میں بجٹ پر بحث جاری رہی، اراکین نے مختلف تجاویز پیش کیں۔ قومی اسمبلی کے اجلاس میں بجٹ پر بحث جاری رہی، اراکین نے مختلف تجاویز پیش کیں۔ قومی اسمبلی کے اجلاس میں بجٹ پر بحث جاری رہی، اراکین نے مختلف تجاویز پیش کیں۔ قومی اسمبلی کے اجلاس میں بجٹ پر بحث جاری رہی، اراکین نے مختلف تجاویز پیش کیں۔ قومی اسمبلی کے اجلاس میں بجٹ پر بحث جاری رہی، اراکین نے مختلف تجاویز پیش کیں۔ قومی اسمبلی کے اجلاس میں بجٹ پر بحث جاری رہی، اراکین نے مختلف تجاویز پیش کیں۔ قومی اسمبلی کے اجلاس میں بجٹ پر بحث جاری رہی، اراکین نے مختلف تجاویز پیش کیں۔ قومی اسمبلی کے اجلاس میں بجٹ پر بحث جاری رہی، اراکین نے مختلف تجاویز پیش کیں۔ قومی اسمبلی کے اجلاس میں بجٹ پر بحث جاری رہی، اراکین نے مختلف تجاویز پیش کیں۔ [446, 387, 526, 707]
news-item [704, 689, 793, 1009]
news-label [446, 374, 526, 387]
news-category: دہشت گردی [635, 1252, 657, 1267]
news-number: خبرنمبر 5 [753, 1306, 792, 1317]
reference-codes: AKC-4121 CG-125 B906794 CD-70 AXA-5817 JF353718 IP579616 03002739143 [344, 1279, 383, 1338]
column-1 [701, 12, 795, 1982]
news-item [446, 16, 526, 372]
notice-heading [344, 705, 440, 722]
news-label [532, 16, 612, 28]
news-body: عدالت نے مقدمے کی سماعت ملتوی کرتے ہوئے فریقین کو آئندہ تاریخ پر طلب کر لیا۔ عدالت نے مقدمے کی سماعت ملتوی کرتے ہوئے فریقین کو آئندہ تاریخ پر طلب کر لیا۔ عدالت نے مقدمے کی سماعت ملتوی کرتے ہوئے فریقین کو آئندہ تاریخ پر طلب کر لیا۔ عدالت نے مقدمے کی سماعت ملتوی کرتے ہوئے فریقین کو آئندہ تاریخ پر طلب کر لیا۔ عدالت نے مقدمے کی سماعت ملتوی کرتے ہوئے فریقین کو آئندہ تاریخ پر طلب کر لیا۔ عدالت نے مقدمے کی سماعت ملتوی کرتے ہوئے فریقین کو آئندہ تاریخ پر طلب کر لیا۔ عدالت نے مقدمے کی سماعت ملتوی کرتے ہوئے فریقین کو آئندہ تاریخ پر طلب کر لیا۔ عدالت نے مقدمے کی سماعت ملتوی کرتے ہوئے فریقین کو آئندہ تاریخ پر طلب کر لیا۔ عدالت نے مقدمے کی سماعت ملتوی کرتے ہوئے فریقین کو آئندہ تاریخ پر طلب کر لیا۔ عدالت نے مقدمے کی سماعت ملتوی کرتے ہوئے فریقین کو آئندہ تاریخ پر طلب کر لیا۔ عدالت نے مقدمے کی سماعت ملتوی کرتے ہوئے فریقین کو آئندہ تاریخ پر طلب کر لیا۔ عدالت نے مقدمے کی سماعت ملتوی کرتے ہوئے فریقین کو آئندہ تاریخ پر طلب کر لیا۔ عدالت نے مقدمے کی سماعت ملتوی کرتے ہوئے فریقین کو آئندہ تاریخ پر طلب کر لیا۔ عدالت نے مقدمے کی سماعت ملتوی کرتے ہوئے فریقین کو آئندہ تاریخ پر طلب کر لیا۔ عدالت نے مقدمے کی سماعت ملتوی کرتے ہوئے فریقین کو آئندہ تاریخ پر طلب کر لیا۔ عدالت نے مقدمے کی سماعت ملتوی کرتے ہوئے فریقین کو آئندہ تاریخ پر طلب کر لیا۔ عدالت نے مقدمے کی سماعت ملتوی کرتے ہوئے فریقین کو آئندہ تاریخ پر طلب کر لیا۔ عدالت نے مقدمے کی سماعت ملتوی کرتے ہوئے فریقین کو آئندہ تاریخ پر طلب کر لیا۔ عدالت نے مقدمے کی سماعت ملتوی کرتے ہوئے فریقین کو آئندہ تاریخ پر طلب کر لیا۔ [446, 1046, 526, 1387]
news-category: تعلیم [708, 1013, 725, 1021]
news-category: کاروبار [708, 1308, 731, 1316]
news-category: وفاقی حکومت [548, 14, 573, 30]
news-category: موسم [450, 1393, 470, 1401]
masthead-urdu-date [693, 2, 793, 10]
news-category: عدالتی کارروائی [459, 1031, 489, 1047]
news-body: بعدالت جناب فیملی جج صاحب، مقدمہ بابت خرچہ نان و نفقہ، فریق مخالف کو ہدایت کی جاتی ہے کہ وہ عدالت میں پیش ہو کر اپنا جواب داخل کرے۔ بعدالت جناب فیملی جج صاحب، مقدمہ بابت خرچہ نان و نفقہ، فریق مخالف کو ہدایت کی جاتی ہے کہ وہ عدالت میں پیش ہو کر اپنا جواب داخل کرے۔ بعدالت جناب فیملی جج صاحب، مقدمہ بابت خرچہ نان و نفقہ، فریق مخالف کو ہدایت کی جاتی ہے کہ وہ عدالت میں پیش ہو کر اپنا جواب داخل کرے۔ بعدالت جناب فیملی جج صاحب، مقدمہ بابت خرچہ نان و نفقہ، فریق مخالف کو ہدایت کی جاتی ہے کہ وہ عدالت میں پیش ہو کر اپنا جواب داخل کرے۔ بعدالت جناب فیملی جج صاحب، مقدمہ بابت خرچہ نان و نفقہ، فریق مخالف کو ہدایت کی جاتی ہے کہ وہ عدالت میں پیش ہو کر اپنا جواب داخل کرے۔ بعدالت جناب فیملی جج صاحب، مقدمہ بابت خرچہ نان و نفقہ، فریق مخالف کو ہدایت کی جاتی ہے کہ وہ عدالت میں پیش ہو کر اپنا جواب داخل کرے۔ بعدالت جناب فیملی جج صاحب، مقدمہ بابت خرچہ نان و نفقہ، فریق مخالف کو ہدایت کی جاتی ہے کہ وہ عدالت میں پیش ہو کر اپنا جواب داخل کرے۔ بعدالت جناب فیملی جج صاحب، مقدمہ بابت خرچہ نان و نفقہ، فریق مخالف کو ہدایت کی جاتی ہے کہ وہ عدالت میں پیش ہو کر اپنا جواب داخل کرے۔ بعدالت جناب فیملی جج صاحب، مقدمہ بابت خرچہ نان و نفقہ، فریق مخالف کو ہدایت کی جاتی ہے کہ وہ عدالت میں پیش ہو کر اپنا جواب داخل کرے۔ بعدالت جناب فیملی جج صاحب، مقدمہ بابت خرچہ نان و نفقہ، فریق مخالف کو ہدایت کی جاتی ہے کہ وہ عدالت میں پیش ہو کر اپنا جواب داخل کرے۔ [2, 512, 117, 725]
news-label [446, 1834, 526, 1847]
news-body: عدالت نے درخواست گزار کی اپیل پر فریقین کو نوٹس جاری کرتے ہوئے آئندہ سماعت پر جواب طلب کر لیا۔ عدالت نے قرار دیا کہ ریکارڈ کا مکمل جائزہ لیے بغیر فیصلہ ممکن نہیں، لہٰذا متعلقہ محکمے اپنی رپورٹ پیش کریں۔ عدالت نے درخواست گزار کی اپیل پر فریقین کو نوٹس جاری کرتے ہوئے آئندہ سماعت پر جواب طلب کر لیا۔ عدالت نے قرار دیا کہ ریکارڈ کا مکمل جائزہ لیے بغیر فیصلہ ممکن نہیں، لہٰذا متعلقہ محکمے اپنی رپورٹ پیش کریں۔ عدالت نے درخواست گزار کی اپیل پر فریقین کو نوٹس جاری کرتے ہوئے آئندہ سماعت پر جواب طلب کر لیا۔ عدالت نے قرار دیا کہ ریکارڈ کا مکمل جائزہ لیے بغیر فیصلہ ممکن نہیں، لہٰذا متعلقہ محکمے اپنی رپورٹ پیش کریں۔ عدالت نے درخواست گزار کی اپیل پر فریقین کو نوٹس جاری کرتے ہوئے آئندہ سماعت پر جواب طلب کر لیا۔ عدالت نے قرار دیا کہ ریکارڈ کا مکمل جائزہ لیے بغیر فیصلہ ممکن نہیں، لہٰذا متعلقہ محکمے اپنی رپورٹ پیش کریں۔ عدالت نے درخواست گزار کی اپیل پر فریقین کو نوٹس جاری کرتے ہوئے آئندہ سماعت پر جواب طلب کر لیا۔ عدالت نے قرار دیا کہ ریکارڈ کا مکمل جائزہ لیے بغیر فیصلہ ممکن نہیں، لہٰذا متعلقہ محکمے اپنی رپورٹ پیش کریں۔ عدالت نے درخواست گزار کی اپیل پر فریقین کو نوٹس جاری کرتے ہوئے آئندہ سماعت پر جواب طلب کر لیا۔ عدالت نے قرار دیا کہ ریکارڈ کا مکمل جائزہ لیے بغیر فیصلہ ممکن نہیں، لہٰذا متعلقہ محکمے اپنی رپورٹ پیش کریں۔ عدالت نے درخواست گزار کی اپیل پر فریقین کو نوٹس جاری کرتے ہوئے آئندہ سماعت پر جواب طلب کر لیا۔ عدالت نے قرار دیا کہ ریکارڈ کا مکمل جائزہ لیے بغیر فیصلہ ممکن نہیں، لہٰذا متعلقہ محکمے اپنی رپورٹ پیش کریں۔ [704, 395, 793, 685]
columns-container [0, 12, 795, 2575]
news-label [446, 1033, 526, 1045]
news-label [704, 1012, 793, 1024]
column-2 [614, 12, 701, 1987]
news-item [532, 1426, 612, 1803]
news-label [704, 1664, 793, 1676]
news-label [123, 478, 239, 490]
news-label [704, 1305, 793, 1318]
notice-heading-text: کورٹ نوٹس [259, 547, 305, 556]
notice-heading-text: کورٹ نوٹس [148, 21, 194, 29]
news-body: شہر قائد میں ٹریفک کے مسائل کے حل کے لیے نئے منصوبے کا اعلان کیا گیا۔ شہر قائد میں ٹریفک کے مسائل کے حل کے لیے نئے منصوبے کا اعلان کیا گیا۔ شہر قائد میں ٹریفک کے مسائل کے حل کے لیے نئے منصوبے کا اعلان کیا گیا۔ شہر قائد میں ٹریفک کے مسائل کے حل کے لیے نئے منصوبے کا اعلان کیا گیا۔ شہر قائد میں ٹریفک کے مسائل کے حل کے لیے نئے منصوبے کا اعلان کیا گیا۔ شہر قائد میں ٹریفک کے مسائل کے حل کے لیے نئے منصوبے کا اعلان کیا گیا۔ شہر قائد میں ٹریفک کے مسائل کے حل کے لیے نئے منصوبے کا اعلان کیا گیا۔ شہر قائد میں ٹریفک کے مسائل کے حل کے لیے نئے منصوبے کا اعلان کیا گیا۔ شہر قائد میں ٹریفک کے مسائل کے حل کے لیے نئے منصوبے کا اعلان کیا گیا۔ شہر قائد میں ٹریفک کے مسائل کے حل کے لیے نئے منصوبے کا اعلان کیا گیا۔ شہر قائد میں ٹریفک کے مسائل کے حل کے لیے نئے منصوبے کا اعلان کیا گیا۔ شہر قائد میں ٹریفک کے مسائل کے حل کے لیے نئے منصوبے کا اعلان کیا گیا۔ شہر قائد میں ٹریفک کے مسائل کے حل کے لیے نئے منصوبے کا اعلان کیا گیا۔ شہر قائد میں ٹریفک کے مسائل کے حل کے لیے نئے منصوبے کا اعلان کیا گیا۔ شہر قائد میں ٹریفک کے مسائل کے حل کے لیے نئے منصوبے کا اعلان کیا گیا۔ شہر قائد میں ٹریفک کے مسائل کے حل کے لیے نئے منصوبے کا اعلان کیا گیا۔ شہر قائد میں ٹریفک کے مسائل کے حل کے لیے نئے منصوبے کا اعلان کیا گیا۔ شہر قائد میں ٹریفک کے مسائل کے حل کے لیے نئے منصوبے کا اعلان کیا گیا۔ شہر قائد میں ٹریفک کے مسائل کے حل کے لیے نئے منصوبے کا اعلان کیا گیا۔ شہر قائد میں ٹریفک کے مسائل کے حل کے لیے نئے منصوبے کا اعلان کیا گیا۔ شہر قائد میں ٹریفک کے مسائل کے حل کے لیے نئے منصوبے کا اعلان کیا گیا۔ [446, 724, 526, 1030]
